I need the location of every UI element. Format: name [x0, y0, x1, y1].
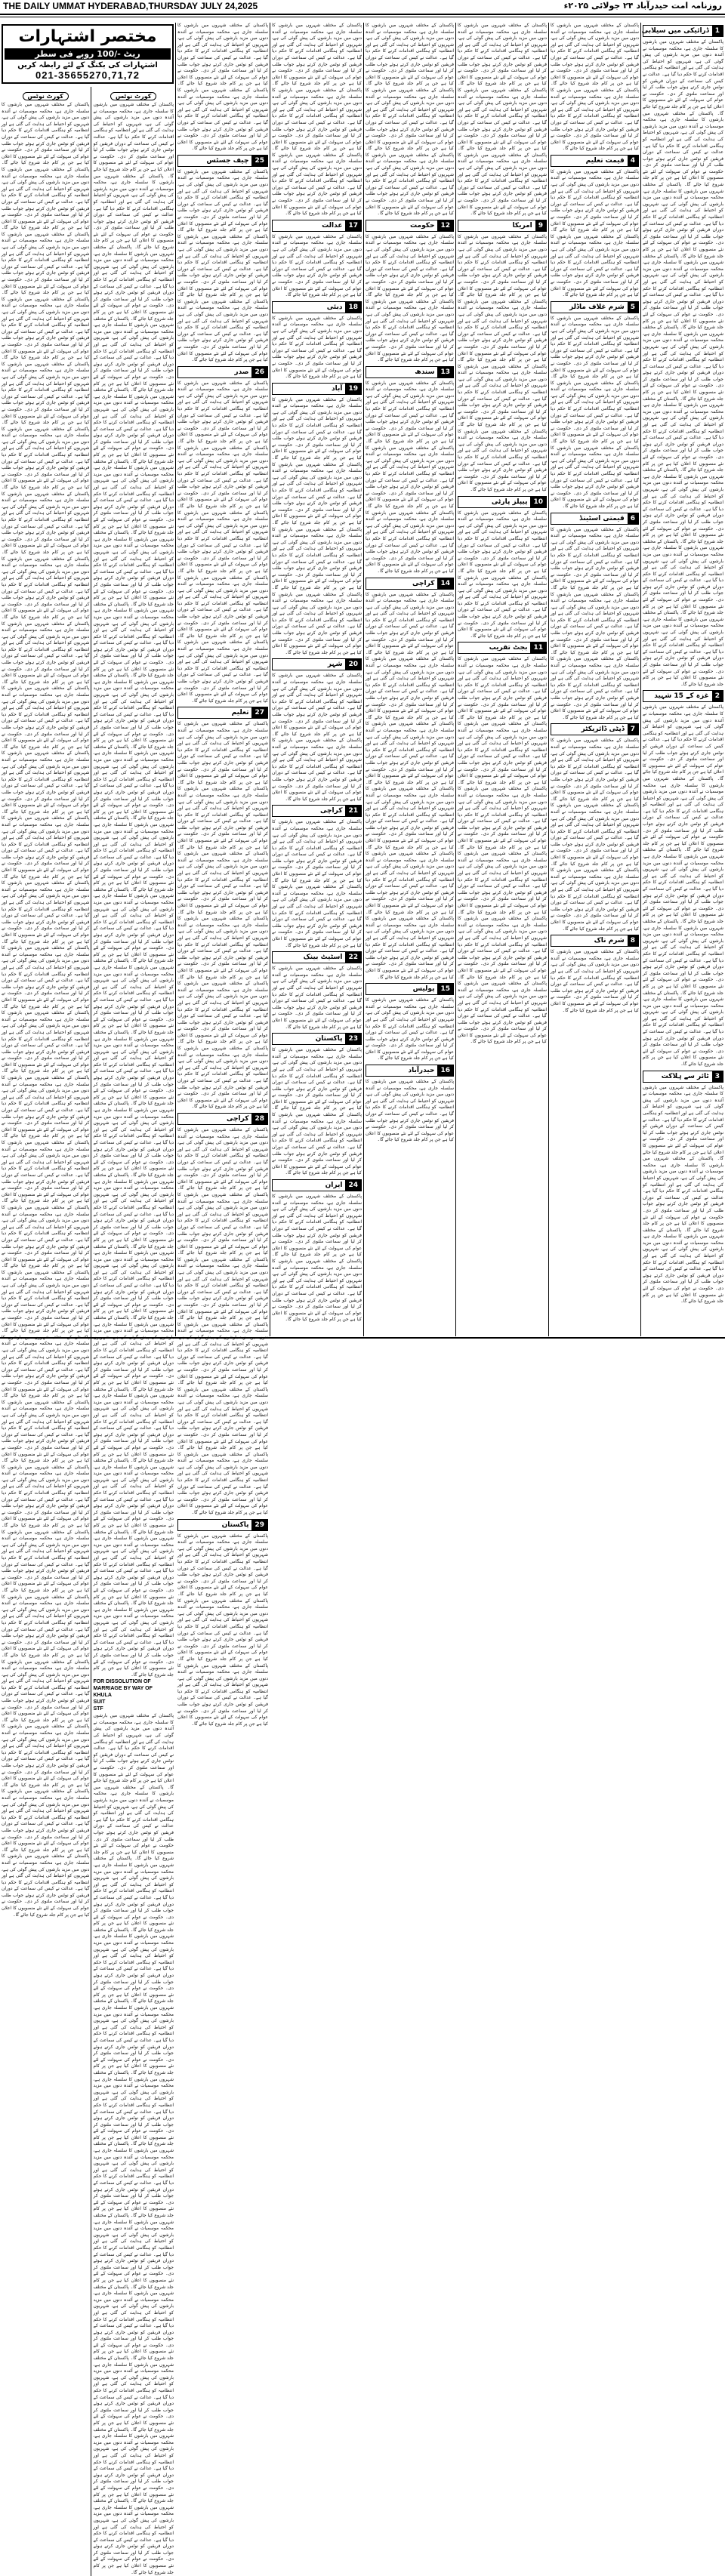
section-header-27 — [177, 707, 268, 719]
section-header-4 — [551, 155, 639, 167]
column-classifieds — [0, 23, 175, 2575]
section-header-18 — [272, 301, 362, 313]
section-header-29 — [177, 1519, 268, 1531]
ad-title: مختصر اشتہارات — [18, 27, 157, 46]
section-title: عدالت — [322, 221, 343, 230]
article-text: پاکستان کے مختلف شہروں میں بارشوں کا سلسلہ جاری ہے، محکمہ موسمیات نے آئندہ دنوں میں مزید بارشوں کی پیش گوئی کی ہے، شہریوں کو احتیاط کی ہدایت کی گئی ہے اور انتظامیہ کو ہنگامی اقدامات کرنے کا حکم دیا گیا ہے۔ عدالت نے کیس کی سماعت کے دوران فریقین کو نوٹس جاری کرتے ہوئے جواب طلب کر لیا اور سماعت ملتوی کر دی۔ حکومت نے عوام کی سہولت کے لئے نئے منصوبوں کا اعلان کیا ہے جن پر کام جلد شروع کیا جائے گا۔ پاکستان کے مختلف شہروں میں بارشوں کا سلسلہ جاری ہے، محکمہ موسمیات نے آئندہ دنوں میں مزید بارشوں کی پیش گوئی کی ہے، شہریوں کو احتیاط کی ہدایت کی گئی ہے اور انتظامیہ کو ہنگامی اقدامات کرنے کا حکم دیا گیا ہے۔ عدالت نے کیس کی سماعت کے دوران فریقین کو نوٹس جاری کرتے ہوئے جواب طلب کر لیا اور سماعت ملتوی کر دی۔ حکومت نے عوام کی سہولت کے لئے نئے منصوبوں کا اعلان کیا ہے جن پر کام جلد شروع کیا جائے گا۔ پاکستان کے مختلف شہروں میں بارشوں کا سلسلہ جاری ہے، محکمہ موسمیات نے آئندہ دنوں میں مزید بارشوں کی پیش گوئی کی ہے، شہریوں کو احتیاط کی ہدایت کی گئی ہے اور انتظامیہ کو ہنگامی اقدامات کرنے کا حکم دیا گیا ہے۔ عدالت نے کیس کی سماعت کے دوران فریقین کو نوٹس جاری کرتے ہوئے جواب طلب کر لیا اور سماعت ملتوی کر دی۔ حکومت نے عوام کی سہولت کے لئے نئے منصوبوں کا اعلان کیا ہے جن پر کام جلد شروع کیا جائے گا۔ — [177, 1533, 268, 1727]
article-text: پاکستان کے مختلف شہروں میں بارشوں کا سلسلہ جاری ہے، محکمہ موسمیات نے آئندہ دنوں میں مزید بارشوں کی پیش گوئی کی ہے، شہریوں کو احتیاط کی ہدایت کی گئی ہے اور انتظامیہ کو ہنگامی اقدامات کرنے کا حکم دیا گیا ہے۔ عدالت نے کیس کی سماعت کے دوران فریقین کو نوٹس جاری کرتے ہوئے جواب طلب کر لیا اور سماعت ملتوی کر دی۔ حکومت نے عوام کی سہولت کے لئے نئے منصوبوں کا اعلان کیا ہے جن پر کام جلد شروع کیا جائے گا۔ پاکستان کے مختلف شہروں میں بارشوں کا سلسلہ جاری ہے، محکمہ موسمیات نے آئندہ دنوں میں مزید بارشوں کی پیش گوئی کی ہے، شہریوں کو احتیاط کی ہدایت کی گئی ہے اور انتظامیہ کو ہنگامی اقدامات کرنے کا حکم دیا گیا ہے۔ عدالت نے کیس کی سماعت کے دوران فریقین کو نوٹس جاری کرتے ہوئے جواب طلب کر لیا اور سماعت ملتوی کر دی۔ حکومت نے عوام کی سہولت کے لئے نئے منصوبوں کا اعلان کیا ہے جن پر کام جلد شروع کیا جائے گا۔ پاکستان کے مختلف شہروں میں بارشوں کا سلسلہ جاری ہے، محکمہ موسمیات نے آئندہ دنوں میں مزید بارشوں کی پیش گوئی کی ہے، شہریوں کو احتیاط کی ہدایت کی گئی ہے اور انتظامیہ کو ہنگامی اقدامات کرنے کا حکم دیا گیا ہے۔ عدالت نے کیس کی سماعت کے دوران فریقین کو نوٹس جاری کرتے ہوئے جواب طلب کر لیا اور سماعت ملتوی کر دی۔ حکومت نے عوام کی سہولت کے لئے نئے منصوبوں کا اعلان کیا ہے جن پر کام جلد شروع کیا جائے گا۔ — [366, 380, 454, 574]
article-text: پاکستان کے مختلف شہروں میں بارشوں کا سلسلہ جاری ہے، محکمہ موسمیات نے آئندہ دنوں میں مزید بارشوں کی پیش گوئی کی ہے، شہریوں کو احتیاط کی ہدایت کی گئی ہے اور انتظامیہ کو ہنگامی اقدامات کرنے کا حکم دیا گیا ہے۔ عدالت نے کیس کی سماعت کے دوران فریقین کو نوٹس جاری کرتے ہوئے جواب طلب کر لیا اور سماعت ملتوی کر دی۔ حکومت نے عوام کی سہولت کے لئے نئے منصوبوں کا اعلان کیا ہے جن پر کام جلد شروع کیا جائے گا۔ پاکستان کے مختلف شہروں میں بارشوں کا سلسلہ جاری ہے، محکمہ موسمیات نے آئندہ دنوں میں مزید بارشوں کی پیش گوئی کی ہے، شہریوں کو احتیاط کی ہدایت کی گئی ہے اور انتظامیہ کو ہنگامی اقدامات کرنے کا حکم دیا گیا ہے۔ عدالت نے کیس کی سماعت کے دوران فریقین کو نوٹس جاری کرتے ہوئے جواب طلب کر لیا اور سماعت ملتوی کر دی۔ حکومت نے عوام کی سہولت کے لئے نئے منصوبوں کا اعلان کیا ہے جن پر کام جلد شروع کیا جائے گا۔ پاکستان کے مختلف شہروں میں بارشوں کا سلسلہ جاری ہے، محکمہ موسمیات نے آئندہ دنوں میں مزید بارشوں کی پیش گوئی کی ہے، شہریوں کو احتیاط کی ہدایت کی گئی ہے اور انتظامیہ کو ہنگامی اقدامات کرنے کا حکم دیا گیا ہے۔ عدالت نے کیس کی سماعت کے دوران فریقین کو نوٹس جاری کرتے ہوئے جواب طلب کر لیا اور سماعت ملتوی کر دی۔ حکومت نے عوام کی سہولت کے لئے نئے منصوبوں کا اعلان کیا ہے جن پر کام جلد شروع کیا جائے گا۔ پاکستان کے مختلف شہروں میں بارشوں کا سلسلہ جاری ہے، محکمہ موسمیات نے آئندہ دنوں میں مزید بارشوں کی پیش گوئی کی ہے، شہریوں کو احتیاط کی ہدایت کی گئی ہے اور انتظامیہ کو ہنگامی اقدامات کرنے کا حکم دیا گیا ہے۔ عدالت نے کیس کی سماعت کے دوران فریقین کو نوٹس جاری کرتے ہوئے جواب طلب کر لیا اور سماعت ملتوی کر دی۔ حکومت نے عوام کی سہولت کے لئے نئے منصوبوں کا اعلان کیا ہے جن پر کام جلد شروع کیا جائے گا۔ — [458, 233, 547, 492]
latin-notice — [93, 1678, 174, 1706]
article-text: پاکستان کے مختلف شہروں میں بارشوں کا سلسلہ جاری ہے، محکمہ موسمیات نے آئندہ دنوں میں مزید بارشوں کی پیش گوئی کی ہے، شہریوں کو احتیاط کی ہدایت کی گئی ہے اور انتظامیہ کو ہنگامی اقدامات کرنے کا حکم دیا گیا ہے۔ عدالت نے کیس کی سماعت کے دوران فریقین کو نوٹس جاری کرتے ہوئے جواب طلب کر لیا اور سماعت ملتوی کر دی۔ حکومت نے عوام کی سہولت کے لئے نئے منصوبوں کا اعلان کیا ہے جن پر کام جلد شروع کیا جائے گا۔ — [366, 1079, 454, 1143]
section-title: ایران — [325, 1182, 343, 1189]
section-title: ٹائر سے ہلاکت — [661, 1072, 709, 1080]
section-number: 4 — [628, 156, 638, 166]
court-notice-label: کورٹ نوٹس — [110, 92, 156, 100]
section-number: 5 — [628, 302, 638, 313]
section-header-13 — [366, 366, 454, 378]
notice-text: پاکستان کے مختلف شہروں میں بارشوں کا سلسلہ جاری ہے، محکمہ موسمیات نے آئندہ دنوں میں مزید بارشوں کی پیش گوئی کی ہے، شہریوں کو احتیاط کی ہدایت کی گئی ہے اور انتظامیہ کو ہنگامی اقدامات کرنے کا حکم دیا گیا ہے۔ عدالت نے کیس کی سماعت کے دوران فریقین کو نوٹس جاری کرتے ہوئے جواب طلب کر لیا اور سماعت ملتوی کر دی۔ حکومت نے عوام کی سہولت کے لئے نئے منصوبوں کا اعلان کیا ہے جن پر کام جلد شروع کیا جائے گا۔ پاکستان کے مختلف شہروں میں بارشوں کا سلسلہ جاری ہے، محکمہ موسمیات نے آئندہ دنوں میں مزید بارشوں کی پیش گوئی کی ہے، شہریوں کو احتیاط کی ہدایت کی گئی ہے اور انتظامیہ کو ہنگامی اقدامات کرنے کا حکم دیا گیا ہے۔ عدالت نے کیس کی سماعت کے دوران فریقین کو نوٹس جاری کرتے ہوئے جواب طلب کر لیا اور سماعت ملتوی کر دی۔ حکومت نے عوام کی سہولت کے لئے نئے منصوبوں کا اعلان کیا ہے جن پر کام جلد شروع کیا جائے گا۔ پاکستان کے مختلف شہروں میں بارشوں کا سلسلہ جاری ہے، محکمہ موسمیات نے آئندہ دنوں میں مزید بارشوں کی پیش گوئی کی ہے، شہریوں کو احتیاط کی ہدایت کی گئی ہے اور انتظامیہ کو ہنگامی اقدامات کرنے کا حکم دیا گیا ہے۔ عدالت نے کیس کی سماعت کے دوران فریقین کو نوٹس جاری کرتے ہوئے جواب طلب کر لیا اور سماعت ملتوی کر دی۔ حکومت نے عوام کی سہولت کے لئے نئے منصوبوں کا اعلان کیا ہے جن پر کام جلد شروع کیا جائے گا۔ پاکستان کے مختلف شہروں میں بارشوں کا سلسلہ جاری ہے، محکمہ موسمیات نے آئندہ دنوں میں مزید بارشوں کی پیش گوئی کی ہے، شہریوں کو احتیاط کی ہدایت کی گئی ہے اور انتظامیہ کو ہنگامی اقدامات کرنے کا حکم دیا گیا ہے۔ عدالت نے کیس کی سماعت کے دوران فریقین کو نوٹس جاری کرتے ہوئے جواب طلب کر لیا اور سماعت ملتوی کر دی۔ حکومت نے عوام کی سہولت کے لئے نئے منصوبوں کا اعلان کیا ہے جن پر کام جلد شروع کیا جائے گا۔ پاکستان کے مختلف شہروں میں بارشوں کا سلسلہ جاری ہے، محکمہ موسمیات نے آئندہ دنوں میں مزید بارشوں کی پیش گوئی کی ہے، شہریوں کو احتیاط کی ہدایت کی گئی ہے اور انتظامیہ کو ہنگامی اقدامات کرنے کا حکم دیا گیا ہے۔ عدالت نے کیس کی سماعت کے دوران فریقین کو نوٹس جاری کرتے ہوئے جواب طلب کر لیا اور سماعت ملتوی کر دی۔ حکومت نے عوام کی سہولت کے لئے نئے منصوبوں کا اعلان کیا ہے جن پر کام جلد شروع کیا جائے گا۔ پاکستان کے مختلف شہروں میں بارشوں کا سلسلہ جاری ہے، محکمہ موسمیات نے آئندہ دنوں میں مزید بارشوں کی پیش گوئی کی ہے، شہریوں کو احتیاط کی ہدایت کی گئی ہے اور انتظامیہ کو ہنگامی اقدامات کرنے کا حکم دیا گیا ہے۔ عدالت نے کیس کی سماعت کے دوران فریقین کو نوٹس جاری کرتے ہوئے جواب طلب کر لیا اور سماعت ملتوی کر دی۔ حکومت نے عوام کی سہولت کے لئے نئے منصوبوں کا اعلان کیا ہے جن پر کام جلد شروع کیا جائے گا۔ پاکستان کے مختلف شہروں میں بارشوں کا سلسلہ جاری ہے، محکمہ موسمیات نے آئندہ دنوں میں مزید بارشوں کی پیش گوئی کی ہے، شہریوں کو احتیاط کی ہدایت کی گئی ہے اور انتظامیہ کو ہنگامی اقدامات کرنے کا حکم دیا گیا ہے۔ عدالت نے کیس کی سماعت کے دوران فریقین کو نوٹس جاری کرتے ہوئے جواب طلب کر لیا اور سماعت ملتوی کر دی۔ حکومت نے عوام کی سہولت کے لئے نئے منصوبوں کا اعلان کیا ہے جن پر کام جلد شروع کیا جائے گا۔ پاکستان کے مختلف شہروں میں بارشوں کا سلسلہ جاری ہے، محکمہ موسمیات نے آئندہ دنوں میں مزید بارشوں کی پیش گوئی کی ہے، شہریوں کو احتیاط کی ہدایت کی گئی ہے اور انتظامیہ کو ہنگامی اقدامات کرنے کا حکم دیا گیا ہے۔ عدالت نے کیس کی سماعت کے دوران فریقین کو نوٹس جاری کرتے ہوئے جواب طلب کر لیا اور سماعت ملتوی کر دی۔ حکومت نے عوام کی سہولت کے لئے نئے منصوبوں کا اعلان کیا ہے جن پر کام جلد شروع کیا جائے گا۔ پاکستان کے مختلف شہروں میں بارشوں کا سلسلہ جاری ہے، محکمہ موسمیات نے آئندہ دنوں میں مزید بارشوں کی پیش گوئی کی ہے، شہریوں کو احتیاط کی ہدایت کی گئی ہے اور انتظامیہ کو ہنگامی اقدامات کرنے کا حکم دیا گیا ہے۔ عدالت نے کیس کی سماعت کے دوران فریقین کو نوٹس جاری کرتے ہوئے جواب طلب کر لیا اور سماعت ملتوی کر دی۔ حکومت نے عوام کی سہولت کے لئے نئے منصوبوں کا اعلان کیا ہے جن پر کام جلد شروع کیا جائے گا۔ پاکستان کے مختلف شہروں میں بارشوں کا سلسلہ جاری ہے، محکمہ موسمیات نے آئندہ دنوں میں مزید بارشوں کی پیش گوئی کی ہے، شہریوں کو احتیاط کی ہدایت کی گئی ہے اور انتظامیہ کو ہنگامی اقدامات کرنے کا حکم دیا گیا ہے۔ عدالت نے کیس کی سماعت کے دوران فریقین کو نوٹس جاری کرتے ہوئے جواب طلب کر لیا اور سماعت ملتوی کر دی۔ حکومت نے عوام کی سہولت کے لئے نئے منصوبوں کا اعلان کیا ہے جن پر کام جلد شروع کیا جائے گا۔ پاکستان کے مختلف شہروں میں بارشوں کا سلسلہ جاری ہے، محکمہ موسمیات نے آئندہ دنوں میں مزید بارشوں کی پیش گوئی کی ہے، شہریوں کو احتیاط کی ہدایت کی گئی ہے اور انتظامیہ کو ہنگامی اقدامات کرنے کا حکم دیا گیا ہے۔ عدالت نے کیس کی سماعت کے دوران فریقین کو نوٹس جاری کرتے ہوئے جواب طلب کر لیا اور سماعت ملتوی کر دی۔ حکومت نے عوام کی سہولت کے لئے نئے منصوبوں کا اعلان کیا ہے جن پر کام جلد شروع کیا جائے گا۔ پاکستان کے مختلف شہروں میں بارشوں کا سلسلہ جاری ہے، محکمہ موسمیات نے آئندہ دنوں میں مزید بارشوں کی پیش گوئی کی ہے، شہریوں کو احتیاط کی ہدایت کی گئی ہے اور انتظامیہ کو ہنگامی اقدامات کرنے کا حکم دیا گیا ہے۔ عدالت نے کیس کی سماعت کے دوران فریقین کو نوٹس جاری کرتے ہوئے جواب طلب کر لیا اور سماعت ملتوی کر دی۔ حکومت نے عوام کی سہولت کے لئے نئے منصوبوں کا اعلان کیا ہے جن پر کام جلد شروع کیا جائے گا۔ پاکستان کے مختلف شہروں میں بارشوں کا سلسلہ جاری ہے، محکمہ موسمیات نے آئندہ دنوں میں مزید بارشوں کی پیش گوئی کی ہے، شہریوں کو احتیاط کی ہدایت کی گئی ہے اور انتظامیہ کو ہنگامی اقدامات کرنے کا حکم دیا گیا ہے۔ عدالت نے کیس کی سماعت کے دوران فریقین کو نوٹس جاری کرتے ہوئے جواب طلب کر لیا اور سماعت ملتوی کر دی۔ حکومت نے عوام کی سہولت کے لئے نئے منصوبوں کا اعلان کیا ہے جن پر کام جلد شروع کیا جائے گا۔ پاکستان کے مختلف شہروں میں بارشوں کا سلسلہ جاری ہے، محکمہ موسمیات نے آئندہ دنوں میں مزید بارشوں کی پیش گوئی کی ہے، شہریوں کو احتیاط کی ہدایت کی گئی ہے اور انتظامیہ کو ہنگامی اقدامات کرنے کا حکم دیا گیا ہے۔ عدالت نے کیس کی سماعت کے دوران فریقین کو نوٹس جاری کرتے ہوئے جواب طلب کر لیا اور سماعت ملتوی کر دی۔ حکومت نے عوام کی سہولت کے لئے نئے منصوبوں کا اعلان کیا ہے جن پر کام جلد شروع کیا جائے گا۔ پاکستان کے مختلف شہروں میں بارشوں کا سلسلہ جاری ہے، محکمہ موسمیات نے آئندہ دنوں میں مزید بارشوں کی پیش گوئی کی ہے، شہریوں کو احتیاط کی ہدایت کی گئی ہے اور انتظامیہ کو ہنگامی اقدامات کرنے کا حکم دیا گیا ہے۔ عدالت نے کیس کی سماعت کے دوران فریقین کو نوٹس جاری کرتے ہوئے جواب طلب کر لیا اور سماعت ملتوی کر دی۔ حکومت نے عوام کی سہولت کے لئے نئے منصوبوں کا اعلان کیا ہے جن پر کام جلد شروع کیا جائے گا۔ پاکستان کے مختلف شہروں میں بارشوں کا سلسلہ جاری ہے، محکمہ موسمیات نے آئندہ دنوں میں مزید بارشوں کی پیش گوئی کی ہے، شہریوں کو احتیاط کی ہدایت کی گئی ہے اور انتظامیہ کو ہنگامی اقدامات کرنے کا حکم دیا گیا ہے۔ عدالت نے کیس کی سماعت کے دوران فریقین کو نوٹس جاری کرتے ہوئے جواب طلب کر لیا اور سماعت ملتوی کر دی۔ حکومت نے عوام کی سہولت کے لئے نئے منصوبوں کا اعلان کیا ہے جن پر کام جلد شروع کیا جائے گا۔ پاکستان کے مختلف شہروں میں بارشوں کا سلسلہ جاری ہے، محکمہ موسمیات نے آئندہ دنوں میں مزید بارشوں کی پیش گوئی کی ہے، شہریوں کو احتیاط کی ہدایت کی گئی ہے اور انتظامیہ کو ہنگامی اقدامات کرنے کا حکم دیا گیا ہے۔ عدالت نے کیس کی سماعت کے دوران فریقین کو نوٹس جاری کرتے ہوئے جواب طلب کر لیا اور سماعت ملتوی کر دی۔ حکومت نے عوام کی سہولت کے لئے نئے منصوبوں کا اعلان کیا ہے جن پر کام جلد شروع کیا جائے گا۔ پاکستان کے مختلف شہروں میں بارشوں کا سلسلہ جاری ہے، محکمہ موسمیات نے آئندہ دنوں میں مزید کو احتیاط کی ہدایت کی گئی ہے اور انتظامیہ کو ہنگامی اقدامات کرنے کا حکم دیا گیا ہے۔ عدالت نے کیس کی سماعت کے دوران فریقین کو نوٹس جاری کرتے ہوئے جواب طلب کر لیا اور سماعت ملتوی کر دی۔ حکومت نے عوام کی سہولت کے لئے نئے منصوبوں کا اعلان کیا ہے جن پر کام جلد شروع کیا جائے گا۔ پاکستان کے مختلف شہروں میں بارشوں کا سلسلہ جاری ہے، محکمہ موسمیات نے آئندہ دنوں میں مزید بارشوں کی پیش گوئی کی ہے، شہریوں کو احتیاط کی ہدایت کی گئی ہے اور انتظامیہ کو ہنگامی اقدامات کرنے کا حکم دیا گیا ہے۔ عدالت نے کیس کی سماعت کے دوران فریقین کو نوٹس جاری کرتے ہوئے جواب طلب کر لیا اور سماعت ملتوی کر دی۔ حکومت نے عوام کی سہولت کے لئے نئے منصوبوں کا اعلان کیا ہے جن پر کام جلد شروع کیا جائے گا۔ پاکستان کے مختلف شہروں میں بارشوں کا سلسلہ جاری ہے، محکمہ موسمیات نے آئندہ دنوں میں مزید بارشوں کی پیش گوئی کی ہے، شہریوں کو احتیاط کی ہدایت کی گئی ہے اور انتظامیہ کو ہنگامی اقدامات کرنے کا حکم دیا گیا ہے۔ عدالت نے کیس کی سماعت کے دوران فریقین کو نوٹس جاری کرتے ہوئے جواب طلب کر لیا اور سماعت ملتوی کر دی۔ حکومت نے عوام کی سہولت کے لئے نئے منصوبوں کا اعلان کیا ہے جن پر کام جلد شروع کیا جائے گا۔ پاکستان کے مختلف شہروں میں بارشوں کا سلسلہ جاری ہے، محکمہ موسمیات نے آئندہ دنوں میں مزید بارشوں کی پیش گوئی کی ہے، شہریوں کو احتیاط کی ہدایت کی گئی ہے اور انتظامیہ کو ہنگامی اقدامات کرنے کا حکم دیا گیا ہے۔ عدالت نے کیس کی سماعت کے دوران فریقین کو نوٹس جاری کرتے ہوئے جواب طلب کر لیا اور سماعت ملتوی کر دی۔ حکومت نے عوام کی سہولت کے لئے نئے منصوبوں کا اعلان کیا ہے جن پر کام جلد شروع کیا جائے گا۔ پاکستان کے مختلف شہروں میں بارشوں کا سلسلہ جاری ہے، محکمہ موسمیات نے آئندہ دنوں میں مزید بارشوں کی پیش گوئی کی ہے، شہریوں کو احتیاط کی ہدایت کی گئی ہے اور انتظامیہ کو ہنگامی اقدامات کرنے کا حکم دیا گیا ہے۔ عدالت نے کیس کی سماعت کے دوران فریقین کو نوٹس جاری کرتے ہوئے جواب طلب کر لیا اور سماعت ملتوی کر دی۔ حکومت نے عوام کی سہولت کے لئے نئے منصوبوں کا اعلان کیا ہے جن پر کام جلد شروع کیا جائے گا۔ — [93, 102, 174, 1678]
ad-contact: اشتہارات کی بکنگ کے لئے رابطہ کریں — [17, 61, 158, 69]
section-header-5 — [551, 301, 639, 313]
section-title: کراچی — [412, 579, 435, 587]
section-number: 3 — [712, 1071, 723, 1082]
article-text: پاکستان کے مختلف شہروں میں بارشوں کا سلسلہ جاری ہے، محکمہ موسمیات نے آئندہ دنوں میں مزید بارشوں کی پیش گوئی کی ہے، شہریوں کو احتیاط کی ہدایت کی گئی ہے اور انتظامیہ کو ہنگامی اقدامات کرنے کا حکم دیا گیا ہے۔ عدالت نے کیس کی سماعت کے دوران فریقین کو نوٹس جاری کرتے ہوئے جواب طلب کر لیا اور سماعت ملتوی کر دی۔ حکومت نے عوام کی سہولت کے لئے نئے منصوبوں کا اعلان کیا ہے جن پر کام جلد شروع کیا جائے گا۔ پاکستان کے مختلف شہروں میں بارشوں کا سلسلہ جاری ہے، محکمہ موسمیات نے آئندہ دنوں میں مزید بارشوں کی پیش گوئی کی ہے، شہریوں کو احتیاط کی ہدایت کی گئی ہے اور انتظامیہ کو ہنگامی اقدامات کرنے کا حکم دیا گیا ہے۔ عدالت نے کیس کی سماعت کے دوران فریقین کو نوٹس جاری کرتے ہوئے جواب طلب کر لیا اور سماعت ملتوی کر دی۔ حکومت نے عوام کی سہولت کے لئے نئے منصوبوں کا اعلان کیا ہے جن پر کام جلد شروع کیا جائے گا۔ پاکستان کے مختلف شہروں میں بارشوں کا سلسلہ جاری ہے، محکمہ موسمیات نے آئندہ دنوں میں مزید بارشوں کی پیش گوئی کی ہے، شہریوں کو احتیاط کی ہدایت کی گئی ہے اور انتظامیہ کو ہنگامی اقدامات کرنے کا حکم دیا گیا ہے۔ عدالت نے کیس کی سماعت کے دوران فریقین کو نوٹس جاری کرتے ہوئے جواب طلب کر لیا اور سماعت ملتوی کر دی۔ حکومت نے عوام کی سہولت کے لئے نئے منصوبوں کا اعلان کیا ہے جن پر کام جلد شروع کیا جائے گا۔ پاکستان کے مختلف شہروں میں بارشوں کا سلسلہ جاری ہے، محکمہ موسمیات نے آئندہ دنوں میں مزید بارشوں کی پیش گوئی کی ہے، شہریوں کو احتیاط کی ہدایت کی گئی ہے اور انتظامیہ کو ہنگامی اقدامات کرنے کا حکم دیا گیا ہے۔ عدالت نے کیس کی سماعت کے دوران فریقین کو نوٹس جاری کرتے ہوئے جواب طلب کر لیا اور سماعت ملتوی کر دی۔ حکومت نے عوام کی سہولت کے لئے نئے منصوبوں کا اعلان کیا ہے جن پر کام جلد شروع کیا جائے گا۔ پاکستان کے مختلف شہروں میں بارشوں کا سلسلہ جاری ہے، محکمہ موسمیات نے آئندہ دنوں میں مزید بارشوں کی پیش گوئی کی ہے، شہریوں کو احتیاط کی ہدایت کی گئی ہے اور انتظامیہ کو ہنگامی اقدامات کرنے کا حکم دیا گیا ہے۔ عدالت نے کیس کی سماعت کے دوران فریقین کو نوٹس جاری کرتے ہوئے جواب طلب کر لیا اور سماعت ملتوی کر دی۔ حکومت نے عوام کی سہولت کے لئے نئے منصوبوں کا اعلان کیا ہے جن پر کام جلد شروع کیا جائے گا۔ پاکستان کے مختلف شہروں میں بارشوں کا سلسلہ جاری ہے، محکمہ موسمیات نے آئندہ دنوں میں مزید بارشوں کی پیش گوئی کی ہے، شہریوں کو احتیاط کی ہدایت کی گئی ہے اور انتظامیہ کو ہنگامی اقدامات کرنے کا حکم دیا گیا ہے۔ عدالت نے کیس کی سماعت کے دوران فریقین کو نوٹس جاری کرتے ہوئے جواب طلب کر لیا اور سماعت ملتوی کر دی۔ حکومت نے عوام کی سہولت کے لئے نئے منصوبوں کا اعلان کیا ہے جن پر کام جلد شروع کیا جائے گا۔ — [366, 591, 454, 980]
column-2 — [176, 23, 270, 1727]
article-text: پاکستان کے مختلف شہروں میں بارشوں کا سلسلہ جاری ہے، محکمہ موسمیات نے آئندہ دنوں میں مزید بارشوں کی پیش گوئی کی ہے، شہریوں کو احتیاط کی ہدایت کی گئی ہے اور انتظامیہ کو ہنگامی اقدامات کرنے کا حکم دیا گیا ہے۔ عدالت نے کیس کی سماعت کے دوران فریقین کو نوٹس جاری کرتے ہوئے جواب طلب کر لیا اور سماعت ملتوی کر دی۔ حکومت نے عوام کی سہولت کے لئے نئے منصوبوں کا اعلان کیا ہے جن پر کام جلد شروع کیا جائے گا۔ پاکستان کے مختلف شہروں میں بارشوں کا سلسلہ جاری ہے، محکمہ موسمیات نے آئندہ دنوں میں مزید بارشوں کی پیش گوئی کی ہے، شہریوں کو احتیاط کی ہدایت کی گئی ہے اور انتظامیہ کو ہنگامی اقدامات کرنے کا حکم دیا گیا ہے۔ عدالت نے کیس کی سماعت کے دوران فریقین کو نوٹس جاری کرتے ہوئے جواب طلب کر لیا اور سماعت ملتوی کر دی۔ حکومت نے عوام کی سہولت کے لئے نئے منصوبوں کا اعلان کیا ہے جن پر کام جلد شروع کیا جائے گا۔ پاکستان کے مختلف شہروں میں بارشوں کا سلسلہ جاری ہے، محکمہ موسمیات نے آئندہ دنوں میں مزید بارشوں کی پیش گوئی کی ہے، شہریوں کو احتیاط کی ہدایت کی گئی ہے اور انتظامیہ کو ہنگامی اقدامات کرنے کا حکم دیا گیا ہے۔ عدالت نے کیس کی سماعت کے دوران فریقین کو نوٹس جاری کرتے ہوئے جواب طلب کر لیا اور سماعت ملتوی کر دی۔ حکومت نے عوام کی سہولت کے لئے نئے منصوبوں کا اعلان کیا ہے جن پر کام جلد شروع کیا جائے گا۔ پاکستان کے مختلف شہروں میں بارشوں کا سلسلہ جاری ہے، محکمہ موسمیات نے آئندہ دنوں میں مزید بارشوں کی پیش گوئی کی ہے، شہریوں کو احتیاط کی ہدایت کی گئی ہے اور انتظامیہ کو ہنگامی اقدامات کرنے کا حکم دیا گیا ہے۔ عدالت نے کیس کی سماعت کے دوران فریقین کو نوٹس جاری کرتے ہوئے جواب طلب کر لیا اور سماعت ملتوی کر دی۔ حکومت نے عوام کی سہولت کے لئے نئے منصوبوں کا اعلان کیا ہے جن پر کام جلد شروع کیا جائے گا۔ پاکستان کے مختلف شہروں میں بارشوں کا سلسلہ جاری ہے، محکمہ موسمیات نے آئندہ دنوں میں مزید بارشوں کی پیش گوئی کی ہے، شہریوں کو احتیاط کی ہدایت کی گئی ہے اور انتظامیہ کو ہنگامی اقدامات کرنے کا حکم دیا گیا ہے۔ عدالت نے کیس کی سماعت کے دوران فریقین کو نوٹس جاری کرتے ہوئے جواب طلب کر لیا اور سماعت ملتوی کر دی۔ حکومت نے عوام کی سہولت کے لئے نئے منصوبوں کا اعلان کیا ہے جن پر کام جلد شروع کیا جائے گا۔ پاکستان کے مختلف شہروں میں بارشوں کا سلسلہ جاری ہے، محکمہ موسمیات نے آئندہ دنوں میں مزید بارشوں کی پیش گوئی کی ہے، شہریوں کو احتیاط کی ہدایت کی گئی ہے اور انتظامیہ کو ہنگامی اقدامات کرنے کا حکم دیا گیا ہے۔ عدالت نے کیس کی سماعت کے دوران فریقین کو نوٹس جاری کرتے ہوئے جواب طلب کر لیا اور سماعت ملتوی کر دی۔ حکومت نے عوام کی سہولت کے لئے نئے منصوبوں کا اعلان کیا ہے جن پر کام جلد شروع کیا جائے گا۔ — [177, 721, 268, 1110]
ad-rate: ریٹ -/100 روپے فی سطر — [5, 48, 171, 60]
article-text: پاکستان کے مختلف شہروں میں بارشوں کا سلسلہ جاری ہے، محکمہ موسمیات نے آئندہ دنوں میں مزید بارشوں کی پیش گوئی کی ہے، شہریوں کو احتیاط کی ہدایت کی گئی ہے اور انتظامیہ کو ہنگامی اقدامات کرنے کا حکم دیا گیا ہے۔ عدالت نے کیس کی سماعت کے دوران فریقین کو نوٹس جاری کرتے ہوئے جواب طلب کر لیا اور سماعت ملتوی کر دی۔ حکومت نے عوام کی سہولت کے لئے نئے منصوبوں کا اعلان کیا ہے جن پر کام جلد شروع کیا جائے گا۔ پاکستان کے مختلف شہروں میں بارشوں کا سلسلہ جاری ہے، محکمہ موسمیات نے آئندہ دنوں میں مزید بارشوں کی پیش گوئی کی ہے، شہریوں کو احتیاط کی ہدایت کی گئی ہے اور انتظامیہ کو ہنگامی اقدامات کرنے کا حکم دیا گیا ہے۔ عدالت نے کیس کی سماعت کے دوران فریقین کو نوٹس جاری کرتے ہوئے جواب طلب کر لیا اور سماعت ملتوی کر دی۔ حکومت نے عوام کی سہولت کے لئے نئے منصوبوں کا اعلان کیا ہے جن پر کام جلد شروع کیا جائے گا۔ پاکستان کے مختلف شہروں میں بارشوں کا سلسلہ جاری ہے، محکمہ موسمیات نے آئندہ دنوں میں مزید بارشوں کی پیش گوئی کی ہے، شہریوں کو احتیاط کی ہدایت کی گئی ہے اور انتظامیہ کو ہنگامی اقدامات کرنے کا حکم دیا گیا ہے۔ عدالت نے کیس کی سماعت کے دوران فریقین کو نوٹس جاری کرتے ہوئے جواب طلب کر لیا اور سماعت ملتوی کر دی۔ حکومت نے عوام کی سہولت کے لئے نئے منصوبوں کا اعلان کیا ہے جن پر کام جلد شروع کیا جائے گا۔ پاکستان کے مختلف شہروں میں بارشوں کا سلسلہ جاری ہے، محکمہ موسمیات نے آئندہ دنوں میں مزید بارشوں کی پیش گوئی کی ہے، شہریوں کو احتیاط کی ہدایت کی گئی ہے اور انتظامیہ کو ہنگامی اقدامات کرنے کا حکم دیا گیا ہے۔ عدالت نے کیس کی سماعت کے دوران فریقین کو نوٹس جاری کرتے ہوئے جواب طلب کر لیا اور سماعت ملتوی کر دی۔ حکومت نے عوام کی سہولت کے لئے نئے منصوبوں کا اعلان کیا ہے جن پر کام جلد شروع کیا جائے گا۔ پاکستان کے مختلف شہروں میں بارشوں کا سلسلہ جاری ہے، محکمہ موسمیات نے آئندہ دنوں میں مزید بارشوں کی پیش گوئی کی ہے، شہریوں کو احتیاط کی ہدایت کی گئی ہے اور انتظامیہ کو ہنگامی اقدامات کرنے کا حکم دیا گیا ہے۔ عدالت نے کیس کی سماعت کے دوران فریقین کو نوٹس جاری کرتے ہوئے جواب طلب کر لیا اور سماعت ملتوی کر دی۔ حکومت نے عوام کی سہولت کے لئے نئے منصوبوں کا اعلان کیا ہے جن پر کام جلد شروع کیا جائے گا۔ — [643, 704, 723, 1068]
section-number: 27 — [251, 707, 267, 718]
section-header-6 — [551, 513, 639, 525]
section-number: 10 — [530, 497, 546, 507]
article-text: پاکستان کے مختلف شہروں میں بارشوں کا سلسلہ جاری ہے، محکمہ موسمیات نے آئندہ دنوں میں مزید بارشوں کی پیش گوئی کی ہے، شہریوں کو احتیاط کی ہدایت کی گئی ہے اور انتظامیہ کو ہنگامی اقدامات کرنے کا حکم دیا گیا ہے۔ عدالت نے کیس کی سماعت کے دوران فریقین کو نوٹس جاری کرتے ہوئے جواب طلب کر لیا اور سماعت ملتوی کر دی۔ حکومت نے عوام کی سہولت کے لئے نئے منصوبوں کا اعلان کیا ہے جن پر کام جلد شروع کیا جائے گا۔ پاکستان کے مختلف شہروں میں بارشوں کا سلسلہ جاری ہے، محکمہ موسمیات نے آئندہ دنوں میں مزید بارشوں کی پیش گوئی کی ہے، شہریوں کو احتیاط کی ہدایت کی گئی ہے اور انتظامیہ کو ہنگامی اقدامات کرنے کا حکم دیا گیا ہے۔ عدالت نے کیس کی سماعت کے دوران فریقین کو نوٹس جاری کرتے ہوئے جواب طلب کر لیا اور سماعت ملتوی کر دی۔ حکومت نے عوام کی سہولت کے لئے نئے منصوبوں کا اعلان کیا ہے جن پر کام جلد شروع کیا جائے گا۔ — [272, 819, 362, 948]
article-text: پاکستان کے مختلف شہروں میں بارشوں کا سلسلہ جاری ہے، محکمہ موسمیات نے آئندہ دنوں میں مزید بارشوں کی پیش گوئی کی ہے، شہریوں کو احتیاط کی ہدایت کی گئی ہے اور انتظامیہ کو ہنگامی اقدامات کرنے کا حکم دیا گیا ہے۔ عدالت نے کیس کی سماعت کے دوران فریقین کو نوٹس جاری کرتے ہوئے جواب طلب کر لیا اور سماعت ملتوی کر دی۔ حکومت نے عوام کی سہولت کے لئے نئے منصوبوں کا اعلان کیا ہے جن پر کام جلد شروع کیا جائے گا۔ پاکستان کے مختلف شہروں میں بارشوں کا سلسلہ جاری ہے، محکمہ موسمیات نے آئندہ دنوں میں مزید بارشوں کی پیش گوئی کی ہے، شہریوں کو احتیاط کی ہدایت کی گئی ہے اور انتظامیہ کو ہنگامی اقدامات کرنے کا حکم دیا گیا ہے۔ عدالت نے کیس کی سماعت کے دوران فریقین کو نوٹس جاری کرتے ہوئے جواب طلب کر لیا اور سماعت ملتوی کر دی۔ حکومت نے عوام کی سہولت کے لئے نئے منصوبوں کا اعلان کیا ہے جن پر کام جلد شروع کیا جائے گا۔ پاکستان کے مختلف شہروں میں بارشوں کا سلسلہ جاری ہے، محکمہ موسمیات نے آئندہ دنوں میں مزید بارشوں کی پیش گوئی کی ہے، شہریوں کو احتیاط کی ہدایت کی گئی ہے اور انتظامیہ کو ہنگامی اقدامات کرنے کا حکم دیا گیا ہے۔ عدالت نے کیس کی سماعت کے دوران فریقین کو نوٹس جاری کرتے ہوئے جواب طلب کر لیا اور سماعت ملتوی کر دی۔ حکومت نے عوام کی سہولت کے لئے نئے منصوبوں کا اعلان کیا ہے جن پر کام جلد شروع کیا جائے گا۔ — [551, 738, 639, 932]
section-header-14 — [366, 578, 454, 590]
article-text: پاکستان کے مختلف شہروں میں بارشوں کا سلسلہ جاری ہے، محکمہ موسمیات نے آئندہ دنوں میں مزید بارشوں کی پیش گوئی کی ہے، شہریوں کو احتیاط کی ہدایت کی گئی ہے اور انتظامیہ کو ہنگامی اقدامات کرنے کا حکم دیا گیا ہے۔ عدالت نے کیس کی سماعت کے دوران فریقین کو نوٹس جاری کرتے ہوئے جواب طلب کر لیا اور سماعت ملتوی کر دی۔ حکومت نے عوام کی سہولت کے لئے نئے منصوبوں کا اعلان کیا ہے جن پر کام جلد شروع کیا جائے گا۔ پاکستان کے مختلف شہروں میں بارشوں کا سلسلہ جاری ہے، محکمہ موسمیات نے آئندہ دنوں میں مزید بارشوں کی پیش گوئی کی ہے، شہریوں کو احتیاط کی ہدایت کی گئی ہے اور انتظامیہ کو ہنگامی اقدامات کرنے کا حکم دیا گیا ہے۔ عدالت نے کیس کی سماعت کے دوران فریقین کو نوٹس جاری کرتے ہوئے جواب طلب کر لیا اور سماعت ملتوی کر دی۔ حکومت نے عوام کی سہولت کے لئے نئے منصوبوں کا اعلان کیا ہے جن پر کام جلد شروع کیا جائے گا۔ پاکستان کے مختلف شہروں میں بارشوں کا سلسلہ جاری ہے، محکمہ موسمیات نے آئندہ دنوں میں مزید بارشوں کی پیش گوئی کی ہے، شہریوں کو احتیاط کی ہدایت کی گئی ہے اور انتظامیہ کو ہنگامی اقدامات کرنے کا حکم دیا گیا ہے۔ عدالت نے کیس کی سماعت کے دوران فریقین کو نوٹس جاری کرتے ہوئے جواب طلب کر لیا اور سماعت ملتوی کر دی۔ حکومت نے عوام کی سہولت کے لئے نئے منصوبوں کا اعلان کیا ہے جن پر کام جلد شروع کیا جائے گا۔ — [366, 23, 454, 217]
section-header-23 — [272, 1033, 362, 1045]
section-title: آباد — [332, 384, 343, 393]
article-text: پاکستان کے مختلف شہروں میں بارشوں کا سلسلہ جاری ہے، محکمہ موسمیات نے آئندہ دنوں میں مزید بارشوں کی پیش گوئی کی ہے، شہریوں کو احتیاط کی ہدایت کی گئی ہے اور انتظامیہ کو ہنگامی اقدامات کرنے کا حکم دیا گیا ہے۔ عدالت نے کیس کی سماعت کے دوران فریقین کو نوٹس جاری کرتے ہوئے جواب طلب کر لیا اور سماعت ملتوی کر دی۔ حکومت نے عوام کی سہولت کے لئے نئے منصوبوں کا اعلان کیا ہے جن پر کام جلد شروع کیا جائے گا۔ — [272, 233, 362, 298]
ad-phone: 021-35655270,71,72 — [35, 69, 140, 81]
section-number: 28 — [251, 1114, 267, 1124]
section-number: 20 — [345, 659, 361, 670]
section-number: 12 — [437, 220, 453, 231]
section-number: 2 — [712, 691, 723, 701]
court-notice-label: کورٹ نوٹس — [23, 92, 69, 100]
section-header-22 — [272, 951, 362, 963]
article-text: پاکستان کے مختلف شہروں میں بارشوں کا سلسلہ جاری ہے، محکمہ موسمیات نے آئندہ دنوں میں مزید بارشوں کی پیش گوئی کی ہے، شہریوں کو احتیاط کی ہدایت کی گئی ہے اور انتظامیہ کو ہنگامی اقدامات کرنے کا حکم دیا گیا ہے۔ عدالت نے کیس کی سماعت کے دوران فریقین کو نوٹس جاری کرتے ہوئے جواب طلب کر لیا اور سماعت ملتوی کر دی۔ حکومت نے عوام کی سہولت کے لئے نئے منصوبوں کا اعلان کیا ہے جن پر کام جلد شروع کیا جائے گا۔ — [366, 997, 454, 1062]
article-text: پاکستان کے مختلف شہروں میں بارشوں کا سلسلہ جاری ہے، محکمہ موسمیات نے آئندہ دنوں میں مزید بارشوں کی پیش گوئی کی ہے، شہریوں کو احتیاط کی ہدایت کی گئی ہے اور انتظامیہ کو ہنگامی اقدامات کرنے کا حکم دیا گیا ہے۔ عدالت نے کیس کی سماعت کے دوران فریقین کو نوٹس جاری کرتے ہوئے جواب طلب کر لیا اور سماعت ملتوی کر دی۔ حکومت نے عوام کی سہولت کے لئے نئے منصوبوں کا اعلان کیا ہے جن پر کام جلد شروع کیا جائے گا۔ پاکستان کے مختلف شہروں میں بارشوں کا سلسلہ جاری ہے، محکمہ موسمیات نے آئندہ دنوں میں مزید بارشوں کی پیش گوئی کی ہے، شہریوں کو احتیاط کی ہدایت کی گئی ہے اور انتظامیہ کو ہنگامی اقدامات کرنے کا حکم دیا گیا ہے۔ عدالت نے کیس کی سماعت کے دوران فریقین کو نوٹس جاری کرتے ہوئے جواب طلب کر لیا اور سماعت ملتوی کر دی۔ حکومت نے عوام کی سہولت کے لئے نئے منصوبوں کا اعلان کیا ہے جن پر کام جلد شروع کیا جائے گا۔ — [272, 1194, 362, 1323]
section-header-17 — [272, 220, 362, 232]
masthead-urdu: روزنامہ امت حیدرآباد ۲۴ جولائی ۲۰۲۵ء — [563, 1, 722, 11]
article-text: پاکستان کے مختلف شہروں میں بارشوں کا سلسلہ جاری ہے، محکمہ موسمیات نے آئندہ دنوں میں مزید بارشوں کی پیش گوئی کی ہے، شہریوں کو احتیاط کی ہدایت کی گئی ہے اور انتظامیہ کو ہنگامی اقدامات کرنے کا حکم دیا گیا ہے۔ عدالت نے کیس کی سماعت کے دوران فریقین کو نوٹس جاری کرتے ہوئے جواب طلب کر لیا اور سماعت ملتوی کر دی۔ حکومت نے عوام کی سہولت کے لئے نئے منصوبوں کا اعلان کیا ہے جن پر کام جلد شروع کیا جائے گا۔ پاکستان کے مختلف شہروں میں بارشوں کا سلسلہ جاری ہے، محکمہ موسمیات نے آئندہ دنوں میں مزید بارشوں کی پیش گوئی کی ہے، شہریوں کو احتیاط کی ہدایت کی گئی ہے اور انتظامیہ کو ہنگامی اقدامات کرنے کا حکم دیا گیا ہے۔ عدالت نے کیس کی سماعت کے دوران فریقین کو نوٹس جاری کرتے ہوئے جواب طلب کر لیا اور سماعت ملتوی کر دی۔ حکومت نے عوام کی سہولت کے لئے نئے منصوبوں کا اعلان کیا ہے جن پر کام جلد شروع کیا جائے گا۔ — [551, 168, 639, 298]
section-title: ڈپٹی ڈائریکٹر — [581, 726, 625, 734]
article-text: پاکستان کے مختلف شہروں میں بارشوں کا سلسلہ جاری ہے، محکمہ موسمیات نے آئندہ دنوں میں مزید بارشوں کی پیش گوئی کی ہے، شہریوں کو احتیاط کی ہدایت کی گئی ہے اور انتظامیہ کو ہنگامی اقدامات کرنے کا حکم دیا گیا ہے۔ عدالت نے کیس کی سماعت کے دوران فریقین کو نوٹس جاری کرتے ہوئے جواب طلب کر لیا اور سماعت ملتوی کر دی۔ حکومت نے عوام کی سہولت کے لئے نئے منصوبوں کا اعلان کیا ہے جن پر کام جلد شروع کیا جائے گا۔ پاکستان کے مختلف شہروں میں بارشوں کا سلسلہ جاری ہے، محکمہ موسمیات نے آئندہ دنوں میں مزید بارشوں کی پیش گوئی کی ہے، شہریوں کو احتیاط کی ہدایت کی گئی ہے اور انتظامیہ کو ہنگامی اقدامات کرنے کا حکم دیا گیا ہے۔ عدالت نے کیس کی سماعت کے دوران فریقین کو نوٹس جاری کرتے ہوئے جواب طلب کر لیا اور سماعت ملتوی کر دی۔ حکومت نے عوام کی سہولت کے لئے نئے منصوبوں کا اعلان کیا ہے جن پر کام جلد شروع کیا جائے گا۔ — [272, 673, 362, 802]
article-text: پاکستان کے مختلف شہروں میں بارشوں کا سلسلہ جاری ہے، محکمہ موسمیات نے آئندہ دنوں میں مزید بارشوں کی پیش گوئی کی ہے، شہریوں کو احتیاط کی ہدایت کی گئی ہے اور انتظامیہ کو ہنگامی اقدامات کرنے کا حکم دیا گیا ہے۔ عدالت نے کیس کی سماعت کے دوران فریقین کو نوٹس جاری کرتے ہوئے جواب طلب کر لیا اور سماعت ملتوی کر دی۔ حکومت نے عوام کی سہولت کے لئے نئے منصوبوں کا اعلان کیا ہے جن پر کام جلد شروع کیا جائے گا۔ پاکستان کے مختلف شہروں میں بارشوں کا سلسلہ جاری ہے، محکمہ موسمیات نے آئندہ دنوں میں مزید بارشوں کی پیش گوئی کی ہے، شہریوں کو احتیاط کی ہدایت کی گئی ہے اور انتظامیہ کو ہنگامی اقدامات کرنے کا حکم دیا گیا ہے۔ عدالت نے کیس کی سماعت کے دوران فریقین کو نوٹس جاری کرتے ہوئے جواب طلب کر لیا اور سماعت ملتوی کر دی۔ حکومت نے عوام کی سہولت کے لئے نئے منصوبوں کا اعلان کیا ہے جن پر کام جلد شروع کیا جائے گا۔ پاکستان کے مختلف شہروں میں بارشوں کا سلسلہ جاری ہے، محکمہ موسمیات نے آئندہ دنوں میں مزید بارشوں کی پیش گوئی کی ہے، شہریوں کو احتیاط کی ہدایت کی گئی ہے اور انتظامیہ کو ہنگامی اقدامات کرنے کا حکم دیا گیا ہے۔ عدالت نے کیس کی سماعت کے دوران فریقین کو نوٹس جاری کرتے ہوئے جواب طلب کر لیا اور سماعت ملتوی کر دی۔ حکومت نے عوام کی سہولت کے لئے نئے منصوبوں کا اعلان کیا ہے جن پر کام جلد شروع کیا جائے گا۔ پاکستان کے مختلف شہروں میں بارشوں کا سلسلہ جاری ہے، محکمہ موسمیات نے آئندہ دنوں میں مزید بارشوں کی پیش گوئی کی ہے، شہریوں کو احتیاط کی ہدایت کی گئی ہے اور انتظامیہ کو ہنگامی اقدامات کرنے کا حکم دیا گیا ہے۔ عدالت نے کیس کی سماعت کے دوران فریقین کو نوٹس جاری کرتے ہوئے جواب طلب کر لیا اور سماعت ملتوی کر دی۔ حکومت نے عوام کی سہولت کے لئے نئے منصوبوں کا اعلان کیا ہے جن پر کام جلد شروع کیا جائے گا۔ پاکستان کے مختلف شہروں میں بارشوں کا سلسلہ جاری ہے، محکمہ موسمیات نے آئندہ دنوں میں مزید بارشوں کی پیش گوئی کی ہے، شہریوں کو احتیاط کی ہدایت کی گئی ہے اور انتظامیہ کو ہنگامی اقدامات کرنے کا حکم دیا گیا ہے۔ عدالت نے کیس کی سماعت کے دوران فریقین کو نوٹس جاری کرتے ہوئے جواب طلب کر لیا اور سماعت ملتوی کر دی۔ حکومت نے عوام کی سہولت کے لئے نئے منصوبوں کا اعلان کیا ہے جن پر کام جلد شروع کیا جائے گا۔ پاکستان کے مختلف شہروں میں بارشوں کا سلسلہ جاری ہے، محکمہ موسمیات نے آئندہ دنوں میں مزید بارشوں کی پیش گوئی کی ہے، شہریوں کو احتیاط کی ہدایت کی گئی ہے اور انتظامیہ کو ہنگامی اقدامات کرنے کا حکم دیا گیا ہے۔ عدالت نے کیس کی سماعت کے دوران فریقین کو نوٹس جاری کرتے ہوئے جواب طلب کر لیا اور سماعت ملتوی کر دی۔ حکومت نے عوام کی سہولت کے لئے نئے منصوبوں کا اعلان کیا ہے جن پر کام جلد شروع کیا جائے گا۔ پاکستان کے مختلف شہروں میں بارشوں کا سلسلہ جاری ہے، محکمہ موسمیات نے آئندہ دنوں میں مزید بارشوں کی پیش گوئی کی ہے، شہریوں کو احتیاط کی ہدایت کی گئی ہے اور انتظامیہ کو ہنگامی اقدامات کرنے کا حکم دیا گیا ہے۔ عدالت نے کیس کی سماعت کے دوران فریقین کو نوٹس جاری کرتے ہوئے جواب طلب کر لیا اور سماعت ملتوی کر دی۔ حکومت نے عوام کی سہولت کے لئے نئے منصوبوں کا اعلان کیا ہے جن پر کام جلد شروع کیا جائے گا۔ پاکستان کے مختلف شہروں میں بارشوں کا سلسلہ جاری ہے، محکمہ موسمیات نے آئندہ دنوں میں مزید بارشوں کی پیش گوئی کی ہے، شہریوں کو احتیاط کی ہدایت کی گئی ہے اور انتظامیہ کو ہنگامی اقدامات کرنے کا حکم دیا گیا ہے۔ عدالت نے کیس کی سماعت کے دوران فریقین کو نوٹس جاری کرتے ہوئے جواب طلب کر لیا اور سماعت ملتوی کر دی۔ حکومت نے عوام کی سہولت کے لئے نئے منصوبوں کا اعلان کیا ہے جن پر کام جلد شروع کیا جائے گا۔ پاکستان کے مختلف شہروں میں بارشوں کا سلسلہ جاری ہے، محکمہ موسمیات نے آئندہ دنوں میں مزید بارشوں کی پیش گوئی کی ہے، شہریوں کو احتیاط کی ہدایت کی گئی ہے اور انتظامیہ کو ہنگامی اقدامات کرنے کا حکم دیا گیا ہے۔ عدالت نے کیس کی سماعت کے دوران فریقین کو نوٹس جاری کرتے ہوئے جواب طلب کر لیا اور سماعت ملتوی کر دی۔ حکومت نے عوام کی سہولت کے لئے نئے منصوبوں کا اعلان کیا ہے جن پر کام جلد شروع کیا جائے گا۔ — [643, 39, 723, 687]
column-6 — [549, 23, 640, 1336]
section-header-10 — [458, 496, 547, 508]
section-number: 6 — [628, 513, 638, 524]
masthead-english: THE DAILY UMMAT HYDERABAD,THURSDAY JULY 24,2025 — [3, 1, 258, 11]
section-title: شہر — [327, 661, 343, 669]
section-number: 13 — [437, 367, 453, 377]
section-header-24 — [272, 1179, 362, 1191]
section-header-12 — [366, 220, 454, 232]
article-text: پاکستان کے مختلف شہروں میں بارشوں کا سلسلہ جاری ہے، محکمہ موسمیات نے آئندہ دنوں میں مزید بارشوں کی پیش گوئی کی ہے، شہریوں کو احتیاط کی ہدایت کی گئی ہے اور انتظامیہ کو ہنگامی اقدامات کرنے کا حکم دیا گیا ہے۔ عدالت نے کیس کی سماعت کے دوران فریقین کو نوٹس جاری کرتے ہوئے جواب طلب کر لیا اور سماعت ملتوی کر دی۔ حکومت نے عوام کی سہولت کے لئے نئے منصوبوں کا اعلان کیا ہے جن پر کام جلد شروع کیا جائے گا۔ پاکستان کے مختلف شہروں میں بارشوں کا سلسلہ جاری ہے، محکمہ موسمیات نے آئندہ دنوں میں مزید بارشوں کی پیش گوئی کی ہے، شہریوں کو احتیاط کی ہدایت کی گئی ہے اور انتظامیہ کو ہنگامی اقدامات کرنے کا حکم دیا گیا ہے۔ عدالت نے کیس کی سماعت کے دوران فریقین کو نوٹس جاری کرتے ہوئے جواب طلب کر لیا اور سماعت ملتوی کر دی۔ حکومت نے عوام کی سہولت کے لئے نئے منصوبوں کا اعلان کیا ہے جن پر کام جلد شروع کیا جائے گا۔ پاکستان کے مختلف شہروں میں بارشوں کا سلسلہ جاری ہے، محکمہ موسمیات نے آئندہ دنوں میں مزید بارشوں کی پیش گوئی کی ہے، شہریوں کو احتیاط کی ہدایت کی گئی ہے اور انتظامیہ کو ہنگامی اقدامات کرنے کا حکم دیا گیا ہے۔ عدالت نے کیس کی سماعت کے دوران فریقین کو نوٹس جاری کرتے ہوئے جواب طلب کر لیا اور سماعت ملتوی کر دی۔ حکومت نے عوام کی سہولت کے لئے نئے منصوبوں کا اعلان کیا ہے جن پر کام جلد شروع کیا جائے گا۔ پاکستان کے مختلف شہروں میں بارشوں کا سلسلہ جاری ہے، محکمہ موسمیات نے آئندہ دنوں میں مزید بارشوں کی پیش گوئی کی ہے، شہریوں کو احتیاط کی ہدایت کی گئی ہے اور انتظامیہ کو ہنگامی اقدامات کرنے کا حکم دیا گیا ہے۔ عدالت نے کیس کی سماعت کے دوران فریقین کو نوٹس جاری کرتے ہوئے جواب طلب کر لیا اور سماعت ملتوی کر دی۔ حکومت نے عوام کی سہولت کے لئے نئے منصوبوں کا اعلان کیا ہے جن پر کام جلد شروع کیا جائے گا۔ پاکستان کے مختلف شہروں میں بارشوں کا سلسلہ جاری ہے، محکمہ موسمیات نے آئندہ دنوں میں مزید بارشوں کی پیش گوئی کی ہے، شہریوں کو احتیاط کی ہدایت کی گئی ہے اور انتظامیہ کو ہنگامی اقدامات کرنے کا حکم دیا گیا ہے۔ عدالت نے کیس کی سماعت کے دوران فریقین کو نوٹس جاری کرتے ہوئے جواب طلب کر لیا اور سماعت ملتوی کر دی۔ حکومت نے عوام کی سہولت کے لئے نئے منصوبوں کا اعلان کیا ہے جن پر کام جلد شروع کیا جائے گا۔ پاکستان کے مختلف شہروں میں بارشوں کا سلسلہ جاری ہے، محکمہ موسمیات نے آئندہ دنوں میں مزید بارشوں کی پیش گوئی کی ہے، شہریوں کو احتیاط کی ہدایت کی گئی ہے اور انتظامیہ کو ہنگامی اقدامات کرنے کا حکم دیا گیا ہے۔ عدالت نے کیس کی سماعت کے دوران فریقین کو نوٹس جاری کرتے ہوئے جواب طلب کر لیا اور سماعت ملتوی کر دی۔ حکومت نے عوام کی سہولت کے لئے نئے منصوبوں کا اعلان کیا ہے جن پر کام جلد شروع کیا جائے گا۔ — [458, 656, 547, 1045]
section-header-19 — [272, 383, 362, 395]
section-header-26 — [177, 366, 268, 378]
article-text: پاکستان کے مختلف شہروں میں بارشوں کا سلسلہ جاری ہے، محکمہ موسمیات نے آئندہ دنوں میں مزید بارشوں کی پیش گوئی کی ہے، شہریوں کو احتیاط کی ہدایت کی گئی ہے اور انتظامیہ کو ہنگامی اقدامات کرنے کا حکم دیا گیا ہے۔ عدالت نے کیس کی سماعت کے دوران فریقین کو نوٹس جاری کرتے ہوئے جواب طلب کر لیا اور سماعت ملتوی کر دی۔ حکومت نے عوام کی سہولت کے لئے نئے منصوبوں کا اعلان کیا ہے جن پر کام جلد شروع کیا جائے گا۔ پاکستان کے مختلف شہروں میں بارشوں کا سلسلہ جاری ہے، محکمہ موسمیات نے آئندہ دنوں میں مزید بارشوں کی پیش گوئی کی ہے، شہریوں کو احتیاط کی ہدایت کی گئی ہے اور انتظامیہ کو ہنگامی اقدامات کرنے کا حکم دیا گیا ہے۔ عدالت نے کیس کی سماعت کے دوران فریقین کو نوٹس جاری کرتے ہوئے جواب طلب کر لیا اور سماعت ملتوی کر دی۔ حکومت نے عوام کی سہولت کے لئے نئے منصوبوں کا اعلان کیا ہے جن پر کام جلد شروع کیا جائے گا۔ — [551, 23, 639, 152]
article-text: پاکستان کے مختلف شہروں میں بارشوں کا سلسلہ جاری ہے، محکمہ موسمیات نے آئندہ دنوں میں مزید بارشوں کی پیش گوئی کی ہے، شہریوں کو احتیاط کی ہدایت کی گئی ہے اور انتظامیہ کو ہنگامی اقدامات کرنے کا حکم دیا گیا ہے۔ عدالت نے کیس کی سماعت کے دوران فریقین کو نوٹس جاری کرتے ہوئے جواب طلب کر لیا اور سماعت ملتوی کر دی۔ حکومت نے عوام کی سہولت کے لئے نئے منصوبوں کا اعلان کیا ہے جن پر کام جلد شروع کیا جائے گا۔ پاکستان کے مختلف شہروں میں بارشوں کا سلسلہ جاری ہے، محکمہ موسمیات نے آئندہ دنوں میں مزید بارشوں کی پیش گوئی کی ہے، شہریوں کو احتیاط کی ہدایت کی گئی ہے اور انتظامیہ کو ہنگامی اقدامات کرنے کا حکم دیا گیا ہے۔ عدالت نے کیس کی سماعت کے دوران فریقین کو نوٹس جاری کرتے ہوئے جواب طلب کر لیا اور سماعت ملتوی کر دی۔ حکومت نے عوام کی سہولت کے لئے نئے منصوبوں کا اعلان کیا ہے جن پر کام جلد شروع کیا جائے گا۔ پاکستان کے مختلف شہروں میں بارشوں کا سلسلہ جاری ہے، محکمہ موسمیات نے آئندہ دنوں میں مزید بارشوں کی پیش گوئی کی ہے، شہریوں کو احتیاط کی ہدایت کی گئی ہے اور انتظامیہ کو ہنگامی اقدامات کرنے کا حکم دیا گیا ہے۔ عدالت نے کیس کی سماعت کے دوران فریقین کو نوٹس جاری کرتے ہوئے جواب طلب کر لیا اور سماعت ملتوی کر دی۔ حکومت نے عوام کی سہولت کے لئے نئے منصوبوں کا اعلان کیا ہے جن پر کام جلد شروع کیا جائے گا۔ — [551, 526, 639, 720]
section-number: 15 — [437, 984, 453, 994]
section-title: امریکا — [512, 221, 532, 230]
section-header-11 — [458, 642, 547, 654]
article-text: پاکستان کے مختلف شہروں میں بارشوں کا سلسلہ جاری ہے، محکمہ موسمیات نے آئندہ دنوں میں مزید بارشوں کی پیش گوئی کی ہے، شہریوں کو احتیاط کی ہدایت کی گئی ہے اور انتظامیہ کو ہنگامی اقدامات کرنے کا حکم دیا گیا ہے۔ عدالت نے کیس کی سماعت کے دوران فریقین کو نوٹس جاری کرتے ہوئے جواب طلب کر لیا اور سماعت ملتوی کر دی۔ حکومت نے عوام کی سہولت کے لئے نئے منصوبوں کا اعلان کیا ہے جن پر کام جلد شروع کیا جائے گا۔ پاکستان کے مختلف شہروں میں بارشوں کا سلسلہ جاری ہے، محکمہ موسمیات نے آئندہ دنوں میں مزید بارشوں کی پیش گوئی کی ہے، شہریوں کو احتیاط کی ہدایت کی گئی ہے اور انتظامیہ کو ہنگامی اقدامات کرنے کا حکم دیا گیا ہے۔ عدالت نے کیس کی سماعت کے دوران فریقین کو نوٹس جاری کرتے ہوئے جواب طلب کر لیا اور سماعت ملتوی کر دی۔ حکومت نے عوام کی سہولت کے لئے نئے منصوبوں کا اعلان کیا ہے جن پر کام جلد شروع کیا جائے گا۔ — [366, 233, 454, 363]
section-header-15 — [366, 983, 454, 995]
section-number: 17 — [345, 220, 361, 231]
section-title: تعلیم — [231, 709, 249, 717]
article-text: پاکستان کے مختلف شہروں میں بارشوں کا سلسلہ جاری ہے، محکمہ موسمیات نے آئندہ دنوں میں مزید بارشوں کی پیش گوئی کی ہے، شہریوں کو احتیاط کی ہدایت کی گئی ہے اور انتظامیہ کو ہنگامی اقدامات کرنے کا حکم دیا گیا ہے۔ عدالت نے کیس کی سماعت کے دوران فریقین کو نوٹس جاری کرتے ہوئے جواب طلب کر لیا اور سماعت ملتوی کر دی۔ حکومت نے عوام کی سہولت کے لئے نئے منصوبوں کا اعلان کیا ہے جن پر کام جلد شروع کیا جائے گا۔ پاکستان کے مختلف شہروں میں بارشوں کا سلسلہ جاری ہے، محکمہ موسمیات نے آئندہ دنوں میں مزید بارشوں کی پیش گوئی کی ہے، شہریوں کو احتیاط کی ہدایت کی گئی ہے اور انتظامیہ کو ہنگامی اقدامات کرنے کا حکم دیا گیا ہے۔ عدالت نے کیس کی سماعت کے دوران فریقین کو نوٹس جاری کرتے ہوئے جواب طلب کر لیا اور سماعت ملتوی کر دی۔ حکومت نے عوام کی سہولت کے لئے نئے منصوبوں کا اعلان کیا ہے جن پر کام جلد شروع کیا جائے گا۔ — [458, 510, 547, 639]
section-number: 9 — [535, 220, 546, 231]
article-text: پاکستان کے مختلف شہروں میں بارشوں کا سلسلہ جاری ہے، محکمہ موسمیات نے آئندہ دنوں میں مزید بارشوں کی پیش گوئی کی ہے، شہریوں کو احتیاط کی ہدایت کی گئی ہے اور انتظامیہ کو ہنگامی اقدامات کرنے کا حکم دیا گیا ہے۔ عدالت نے کیس کی سماعت کے دوران فریقین کو نوٹس جاری کرتے ہوئے جواب طلب کر لیا اور سماعت ملتوی کر دی۔ حکومت نے عوام کی سہولت کے لئے نئے منصوبوں کا اعلان کیا ہے جن پر کام جلد شروع کیا جائے گا۔ پاکستان کے مختلف شہروں میں بارشوں کا سلسلہ جاری ہے، محکمہ موسمیات نے آئندہ دنوں میں مزید بارشوں کی پیش گوئی کی ہے، شہریوں کو احتیاط کی ہدایت کی گئی ہے اور انتظامیہ کو ہنگامی اقدامات کرنے کا حکم دیا گیا ہے۔ عدالت نے کیس کی سماعت کے دوران فریقین کو نوٹس جاری کرتے ہوئے جواب طلب کر لیا اور سماعت ملتوی کر دی۔ حکومت نے عوام کی سہولت کے لئے نئے منصوبوں کا اعلان کیا ہے جن پر کام جلد شروع کیا جائے گا۔ پاکستان کے مختلف شہروں میں بارشوں کا سلسلہ جاری ہے، محکمہ موسمیات نے آئندہ دنوں میں مزید بارشوں کی پیش گوئی کی ہے، شہریوں کو احتیاط کی ہدایت کی گئی ہے اور انتظامیہ کو ہنگامی اقدامات کرنے کا حکم دیا گیا ہے۔ عدالت نے کیس کی سماعت کے دوران فریقین کو نوٹس جاری کرتے ہوئے جواب طلب کر لیا اور سماعت ملتوی کر دی۔ حکومت نے عوام کی سہولت کے لئے نئے منصوبوں کا اعلان کیا ہے جن پر کام جلد شروع کیا جائے گا۔ — [458, 23, 547, 217]
notice-text: پاکستان کے مختلف شہروں میں بارشوں کا سلسلہ جاری ہے، محکمہ موسمیات نے آئندہ دنوں میں مزید بارشوں کی پیش گوئی کی ہے، شہریوں کو احتیاط کی ہدایت کی گئی ہے اور انتظامیہ کو ہنگامی اقدامات کرنے کا حکم دیا گیا ہے۔ عدالت نے کیس کی سماعت کے دوران فریقین کو نوٹس جاری کرتے ہوئے جواب طلب کر لیا اور سماعت ملتوی کر دی۔ حکومت نے عوام کی سہولت کے لئے نئے منصوبوں کا اعلان کیا ہے جن پر کام جلد شروع کیا جائے گا۔ پاکستان کے مختلف شہروں میں بارشوں کا سلسلہ جاری ہے، محکمہ موسمیات نے آئندہ دنوں میں مزید بارشوں کی پیش گوئی کی ہے، شہریوں کو احتیاط کی ہدایت کی گئی ہے اور انتظامیہ کو ہنگامی اقدامات کرنے کا حکم دیا گیا ہے۔ عدالت نے کیس کی سماعت کے دوران فریقین کو نوٹس جاری کرتے ہوئے جواب طلب کر لیا اور سماعت ملتوی کر دی۔ حکومت نے عوام کی سہولت کے لئے نئے منصوبوں کا اعلان کیا ہے جن پر کام جلد شروع کیا جائے گا۔ پاکستان کے مختلف شہروں میں بارشوں کا سلسلہ جاری ہے، محکمہ موسمیات نے آئندہ دنوں میں مزید بارشوں کی پیش گوئی کی ہے، شہریوں کو احتیاط کی ہدایت کی گئی ہے اور انتظامیہ کو ہنگامی اقدامات کرنے کا حکم دیا گیا ہے۔ عدالت نے کیس کی سماعت کے دوران فریقین کو نوٹس جاری کرتے ہوئے جواب طلب کر لیا اور سماعت ملتوی کر دی۔ حکومت نے عوام کی سہولت کے لئے نئے منصوبوں کا اعلان کیا ہے جن پر کام جلد شروع کیا جائے گا۔ پاکستان کے مختلف شہروں میں بارشوں کا سلسلہ جاری ہے، محکمہ موسمیات نے آئندہ دنوں میں مزید بارشوں کی پیش گوئی کی ہے، شہریوں کو احتیاط کی ہدایت کی گئی ہے اور انتظامیہ کو ہنگامی اقدامات کرنے کا حکم دیا گیا ہے۔ عدالت نے کیس کی سماعت کے دوران فریقین کو نوٹس جاری کرتے ہوئے جواب طلب کر لیا اور سماعت ملتوی کر دی۔ حکومت نے عوام کی سہولت کے لئے نئے منصوبوں کا اعلان کیا ہے جن پر کام جلد شروع کیا جائے گا۔ پاکستان کے مختلف شہروں میں بارشوں کا سلسلہ جاری ہے، محکمہ موسمیات نے آئندہ دنوں میں مزید بارشوں کی پیش گوئی کی ہے، شہریوں کو احتیاط کی ہدایت کی گئی ہے اور انتظامیہ کو ہنگامی اقدامات کرنے کا حکم دیا گیا ہے۔ عدالت نے کیس کی سماعت کے دوران فریقین کو نوٹس جاری کرتے ہوئے جواب طلب کر لیا اور سماعت ملتوی کر دی۔ حکومت نے عوام کی سہولت کے لئے نئے منصوبوں کا اعلان کیا ہے جن پر کام جلد شروع کیا جائے گا۔ پاکستان کے مختلف شہروں میں بارشوں کا سلسلہ جاری ہے، محکمہ موسمیات نے آئندہ دنوں میں مزید بارشوں کی پیش گوئی کی ہے، شہریوں کو احتیاط کی ہدایت کی گئی ہے اور انتظامیہ کو ہنگامی اقدامات کرنے کا حکم دیا گیا ہے۔ عدالت نے کیس کی سماعت کے دوران فریقین کو نوٹس جاری کرتے ہوئے جواب طلب کر لیا اور سماعت ملتوی کر دی۔ حکومت نے عوام کی سہولت کے لئے نئے منصوبوں کا اعلان کیا ہے جن پر کام جلد شروع کیا جائے گا۔ پاکستان کے مختلف شہروں میں بارشوں کا سلسلہ جاری ہے، محکمہ موسمیات نے آئندہ دنوں میں مزید بارشوں کی پیش گوئی کی ہے، شہریوں کو احتیاط کی ہدایت کی گئی ہے اور انتظامیہ کو ہنگامی اقدامات کرنے کا حکم دیا گیا ہے۔ عدالت نے کیس کی سماعت کے دوران فریقین کو نوٹس جاری کرتے ہوئے جواب طلب کر لیا اور سماعت ملتوی کر دی۔ حکومت نے عوام کی سہولت کے لئے نئے منصوبوں کا اعلان کیا ہے جن پر کام جلد شروع کیا جائے گا۔ پاکستان کے مختلف شہروں میں بارشوں کا سلسلہ جاری ہے، محکمہ موسمیات نے آئندہ دنوں میں مزید بارشوں کی پیش گوئی کی ہے، شہریوں کو احتیاط کی ہدایت کی گئی ہے اور انتظامیہ کو ہنگامی اقدامات کرنے کا حکم دیا گیا ہے۔ عدالت نے کیس کی سماعت کے دوران فریقین کو نوٹس جاری کرتے ہوئے جواب طلب کر لیا اور سماعت ملتوی کر دی۔ حکومت نے عوام کی سہولت کے لئے نئے منصوبوں کا اعلان کیا ہے جن پر کام جلد شروع کیا جائے گا۔ پاکستان کے مختلف شہروں میں بارشوں کا سلسلہ جاری ہے، محکمہ موسمیات نے آئندہ دنوں میں مزید بارشوں کی پیش گوئی کی ہے، شہریوں کو احتیاط کی ہدایت کی گئی ہے اور انتظامیہ کو ہنگامی اقدامات کرنے کا حکم دیا گیا ہے۔ عدالت نے کیس کی سماعت کے دوران فریقین کو نوٹس جاری کرتے ہوئے جواب طلب کر لیا اور سماعت ملتوی کر دی۔ حکومت نے عوام کی سہولت کے لئے نئے منصوبوں کا اعلان کیا ہے جن پر کام جلد شروع کیا جائے گا۔ پاکستان کے مختلف شہروں میں بارشوں کا سلسلہ جاری ہے، محکمہ موسمیات نے آئندہ دنوں میں مزید بارشوں کی پیش گوئی کی ہے، شہریوں کو احتیاط کی ہدایت کی گئی ہے اور انتظامیہ کو ہنگامی اقدامات کرنے کا حکم دیا گیا ہے۔ عدالت نے کیس کی سماعت کے دوران فریقین کو نوٹس جاری کرتے ہوئے جواب طلب کر لیا اور سماعت ملتوی کر دی۔ حکومت نے عوام کی سہولت کے لئے نئے منصوبوں کا اعلان کیا ہے جن پر کام جلد شروع کیا جائے گا۔ پاکستان کے مختلف شہروں میں بارشوں کا سلسلہ جاری ہے، محکمہ موسمیات نے آئندہ دنوں میں مزید بارشوں کی پیش گوئی کی ہے، شہریوں کو احتیاط کی ہدایت کی گئی ہے اور انتظامیہ کو ہنگامی اقدامات کرنے کا حکم دیا گیا ہے۔ عدالت نے کیس کی سماعت کے دوران فریقین کو نوٹس جاری کرتے ہوئے جواب طلب کر لیا اور سماعت ملتوی کر دی۔ حکومت نے عوام کی سہولت کے لئے نئے منصوبوں کا اعلان کیا ہے جن پر کام جلد شروع کیا جائے گا۔ پاکستان کے مختلف شہروں میں بارشوں کا سلسلہ جاری ہے، محکمہ موسمیات نے آئندہ دنوں میں مزید بارشوں کی پیش گوئی کی ہے، شہریوں کو احتیاط کی ہدایت کی گئی ہے اور انتظامیہ کو ہنگامی اقدامات کرنے کا حکم دیا گیا ہے۔ عدالت نے کیس کی سماعت کے دوران فریقین کو نوٹس جاری کرتے ہوئے جواب طلب کر لیا اور سماعت ملتوی کر دی۔ حکومت نے عوام کی سہولت کے لئے نئے منصوبوں کا اعلان کیا ہے جن پر کام جلد شروع کیا جائے گا۔ — [93, 1713, 174, 2575]
section-title: دبئی — [326, 303, 343, 311]
latin-line: MARRIAGE BY WAY OF — [93, 1686, 153, 1692]
article-text: پاکستان کے مختلف شہروں میں بارشوں کا سلسلہ جاری ہے، محکمہ موسمیات نے آئندہ دنوں میں مزید بارشوں کی پیش گوئی کی ہے، شہریوں کو احتیاط کی ہدایت کی گئی ہے اور انتظامیہ کو ہنگامی اقدامات کرنے کا حکم دیا گیا ہے۔ عدالت نے کیس کی سماعت کے دوران فریقین کو نوٹس جاری کرتے ہوئے جواب طلب کر لیا اور سماعت ملتوی کر دی۔ حکومت نے عوام کی سہولت کے لئے نئے منصوبوں کا اعلان کیا ہے جن پر کام جلد شروع کیا جائے گا۔ پاکستان کے مختلف شہروں میں بارشوں کا سلسلہ جاری ہے، محکمہ موسمیات نے آئندہ دنوں میں مزید بارشوں کی پیش گوئی کی ہے، شہریوں کو احتیاط کی ہدایت کی گئی ہے اور انتظامیہ کو ہنگامی اقدامات کرنے کا حکم دیا گیا ہے۔ عدالت نے کیس کی سماعت کے دوران فریقین کو نوٹس جاری کرتے ہوئے جواب طلب کر لیا اور سماعت ملتوی کر دی۔ حکومت نے عوام کی سہولت کے لئے نئے منصوبوں کا اعلان کیا ہے جن پر کام جلد شروع کیا جائے گا۔ — [272, 1047, 362, 1176]
section-number: 7 — [628, 724, 638, 735]
masthead — [0, 0, 725, 15]
section-number: 11 — [530, 642, 546, 653]
article-text: پاکستان کے مختلف شہروں میں بارشوں کا سلسلہ جاری ہے، محکمہ موسمیات نے آئندہ دنوں میں مزید بارشوں کی پیش گوئی کی ہے، شہریوں کو احتیاط کی ہدایت کی گئی ہے اور انتظامیہ کو ہنگامی اقدامات کرنے کا حکم دیا گیا ہے۔ عدالت نے کیس کی سماعت کے دوران فریقین کو نوٹس جاری کرتے ہوئے جواب طلب کر لیا اور سماعت ملتوی کر دی۔ حکومت نے عوام کی سہولت کے لئے نئے منصوبوں کا اعلان کیا ہے جن پر کام جلد شروع کیا جائے گا۔ پاکستان کے مختلف شہروں میں بارشوں کا سلسلہ جاری ہے، محکمہ موسمیات نے آئندہ دنوں میں مزید بارشوں کی پیش گوئی کی ہے، شہریوں کو احتیاط کی ہدایت کی گئی ہے اور انتظامیہ کو ہنگامی اقدامات کرنے کا حکم دیا گیا ہے۔ عدالت نے کیس کی سماعت کے دوران فریقین کو نوٹس جاری کرتے ہوئے جواب طلب کر لیا اور سماعت ملتوی کر دی۔ حکومت نے عوام کی سہولت کے لئے نئے منصوبوں کا اعلان کیا ہے جن پر کام جلد شروع کیا جائے گا۔ پاکستان کے مختلف شہروں میں بارشوں کا سلسلہ جاری ہے، محکمہ موسمیات نے آئندہ دنوں میں مزید بارشوں کی پیش گوئی کی ہے، شہریوں کو احتیاط کی ہدایت کی گئی ہے اور انتظامیہ کو ہنگامی اقدامات کرنے کا حکم دیا گیا ہے۔ عدالت نے کیس کی سماعت کے دوران فریقین کو نوٹس جاری کرتے ہوئے جواب طلب کر لیا اور سماعت ملتوی کر دی۔ حکومت نے عوام کی سہولت کے لئے نئے منصوبوں کا اعلان کیا ہے جن پر کام جلد شروع کیا جائے گا۔ — [177, 168, 268, 363]
section-title: چیف جسٹس — [206, 156, 249, 165]
classified-ad-box — [2, 24, 174, 84]
section-number: 25 — [251, 156, 267, 166]
section-title: قیمت تعلیم — [585, 156, 625, 165]
section-number: 29 — [251, 1520, 267, 1530]
section-header-3 — [643, 1071, 723, 1083]
section-title: کراچی — [226, 1115, 249, 1123]
section-title: شرم ناک — [594, 937, 625, 945]
section-title: سندھ — [415, 368, 435, 376]
article-text: پاکستان کے مختلف شہروں میں بارشوں کا سلسلہ جاری ہے، محکمہ موسمیات نے آئندہ دنوں میں مزید بارشوں کی پیش گوئی کی ہے، شہریوں کو احتیاط کی ہدایت کی گئی ہے اور انتظامیہ کو ہنگامی اقدامات کرنے کا حکم دیا گیا ہے۔ عدالت نے کیس کی سماعت کے دوران فریقین کو نوٹس جاری کرتے ہوئے جواب طلب کر لیا اور سماعت ملتوی کر دی۔ حکومت نے عوام کی سہولت کے لئے نئے منصوبوں کا اعلان کیا ہے جن پر کام جلد شروع کیا جائے گا۔ پاکستان کے مختلف شہروں میں بارشوں کا سلسلہ جاری ہے، محکمہ موسمیات نے آئندہ دنوں میں مزید بارشوں کی پیش گوئی کی ہے، شہریوں کو احتیاط کی ہدایت کی گئی ہے اور انتظامیہ کو ہنگامی اقدامات کرنے کا حکم دیا گیا ہے۔ عدالت نے کیس کی سماعت کے دوران فریقین کو نوٹس جاری کرتے ہوئے جواب طلب کر لیا اور سماعت ملتوی کر دی۔ حکومت نے عوام کی سہولت کے لئے نئے منصوبوں کا اعلان کیا ہے جن پر کام جلد شروع کیا جائے گا۔ پاکستان کے مختلف شہروں میں بارشوں کا سلسلہ جاری ہے، محکمہ موسمیات نے آئندہ دنوں میں مزید بارشوں کی پیش گوئی کی ہے، شہریوں کو احتیاط کی ہدایت کی گئی ہے اور انتظامیہ کو ہنگامی اقدامات کرنے کا حکم دیا گیا ہے۔ عدالت نے کیس کی سماعت کے دوران فریقین کو نوٹس جاری کرتے ہوئے جواب طلب کر لیا اور سماعت ملتوی کر دی۔ حکومت نے عوام کی سہولت کے لئے نئے منصوبوں کا اعلان کیا ہے جن پر کام جلد شروع کیا جائے گا۔ پاکستان کے مختلف شہروں میں بارشوں کا سلسلہ جاری ہے، محکمہ موسمیات نے آئندہ دنوں میں مزید بارشوں کی پیش گوئی کی ہے، شہریوں کو احتیاط کی ہدایت کی گئی ہے اور انتظامیہ کو ہنگامی اقدامات کرنے کا حکم دیا گیا ہے۔ عدالت نے کیس کی سماعت کے دوران فریقین کو نوٹس جاری کرتے ہوئے جواب طلب کر لیا اور سماعت ملتوی کر دی۔ حکومت نے عوام کی سہولت کے لئے نئے منصوبوں کا اعلان کیا ہے جن پر کام جلد شروع کیا جائے گا۔ — [272, 396, 362, 655]
section-number: 16 — [437, 1065, 453, 1076]
section-header-2 — [643, 690, 723, 702]
article-text: پاکستان کے مختلف شہروں میں بارشوں کا سلسلہ جاری ہے، محکمہ موسمیات نے آئندہ دنوں میں مزید بارشوں کی پیش گوئی کی ہے، شہریوں کو احتیاط کی ہدایت کی گئی ہے اور انتظامیہ کو ہنگامی اقدامات کرنے کا حکم دیا گیا ہے۔ عدالت نے کیس کی سماعت کے دوران فریقین کو نوٹس جاری کرتے ہوئے جواب طلب کر لیا اور سماعت ملتوی کر دی۔ حکومت نے عوام کی سہولت کے لئے نئے منصوبوں کا اعلان کیا ہے جن پر کام جلد شروع کیا جائے گا۔ پاکستان کے مختلف شہروں میں بارشوں کا سلسلہ جاری ہے، محکمہ موسمیات نے آئندہ دنوں میں مزید بارشوں کی پیش گوئی کی ہے، شہریوں کو احتیاط کی ہدایت کی گئی ہے اور انتظامیہ کو ہنگامی اقدامات کرنے کا حکم دیا گیا ہے۔ عدالت نے کیس کی سماعت کے دوران فریقین کو نوٹس جاری کرتے ہوئے جواب طلب کر لیا اور سماعت ملتوی کر دی۔ حکومت نے عوام کی سہولت کے لئے نئے منصوبوں کا اعلان کیا ہے جن پر کام جلد شروع کیا جائے گا۔ پاکستان کے مختلف شہروں میں بارشوں کا سلسلہ جاری ہے، محکمہ موسمیات نے آئندہ دنوں میں مزید بارشوں کی پیش گوئی کی ہے، شہریوں کو احتیاط کی ہدایت کی گئی ہے اور انتظامیہ کو ہنگامی اقدامات کرنے کا حکم دیا گیا ہے۔ عدالت نے کیس کی سماعت کے دوران فریقین کو نوٹس جاری کرتے ہوئے جواب طلب کر لیا اور سماعت ملتوی کر دی۔ حکومت نے عوام کی سہولت کے لئے نئے منصوبوں کا اعلان کیا ہے جن پر کام جلد شروع کیا جائے گا۔ پاکستان کے مختلف شہروں میں بارشوں کا سلسلہ جاری ہے، محکمہ موسمیات نے آئندہ شہریوں کو احتیاط کی ہدایت کی گئی ہے اور انتظامیہ کو ہنگامی اقدامات کرنے کا حکم دیا گیا ہے۔ عدالت نے کیس کی سماعت کے دوران فریقین کو نوٹس جاری کرتے ہوئے جواب طلب کر لیا اور سماعت ملتوی کر دی۔ حکومت نے عوام کی سہولت کے لئے نئے منصوبوں کا اعلان کیا ہے جن پر کام جلد شروع کیا جائے گا۔ پاکستان کے مختلف شہروں میں بارشوں کا سلسلہ جاری ہے، محکمہ موسمیات نے آئندہ دنوں میں مزید بارشوں کی پیش گوئی کی ہے، شہریوں کو احتیاط کی ہدایت کی گئی ہے اور انتظامیہ کو ہنگامی اقدامات کرنے کا حکم دیا گیا ہے۔ عدالت نے کیس کی سماعت کے دوران فریقین کو نوٹس جاری کرتے ہوئے جواب طلب کر لیا اور سماعت ملتوی کر دی۔ حکومت نے عوام کی سہولت کے لئے نئے منصوبوں کا اعلان کیا ہے جن پر کام جلد شروع کیا جائے گا۔ پاکستان کے مختلف شہروں میں بارشوں کا سلسلہ جاری ہے، محکمہ موسمیات نے آئندہ دنوں میں مزید بارشوں کی پیش گوئی کی ہے، شہریوں کو احتیاط کی ہدایت کی گئی ہے اور انتظامیہ کو ہنگامی اقدامات کرنے کا حکم دیا گیا ہے۔ عدالت نے کیس کی سماعت کے دوران فریقین کو نوٹس جاری کرتے ہوئے جواب طلب کر لیا اور سماعت ملتوی کر دی۔ حکومت نے عوام کی سہولت کے لئے نئے منصوبوں کا اعلان کیا ہے جن پر کام جلد شروع کیا جائے گا۔ — [177, 1127, 268, 1516]
section-header-25 — [177, 155, 268, 167]
section-header-28 — [177, 1113, 268, 1125]
article-text: پاکستان کے مختلف شہروں میں بارشوں کا سلسلہ جاری ہے، محکمہ موسمیات نے آئندہ دنوں میں مزید بارشوں کی پیش گوئی کی ہے، شہریوں کو احتیاط کی ہدایت کی گئی ہے اور انتظامیہ کو ہنگامی اقدامات کرنے کا حکم دیا گیا ہے۔ عدالت نے کیس کی سماعت کے دوران فریقین کو نوٹس جاری کرتے ہوئے جواب طلب کر لیا اور سماعت ملتوی کر دی۔ حکومت نے عوام کی سہولت کے لئے نئے منصوبوں کا اعلان کیا ہے جن پر کام جلد شروع کیا جائے گا۔ پاکستان کے مختلف شہروں میں بارشوں کا سلسلہ جاری ہے، محکمہ موسمیات نے آئندہ دنوں میں مزید بارشوں کی پیش گوئی کی ہے، شہریوں کو احتیاط کی ہدایت کی گئی ہے اور انتظامیہ کو ہنگامی اقدامات کرنے کا حکم دیا گیا ہے۔ عدالت نے کیس کی سماعت کے دوران فریقین کو نوٹس جاری کرتے ہوئے جواب طلب کر لیا اور سماعت ملتوی کر دی۔ حکومت نے عوام کی سہولت کے لئے نئے منصوبوں کا اعلان کیا ہے جن پر کام جلد شروع کیا جائے گا۔ — [177, 23, 268, 152]
section-title: ڈرائیکی میں سیلابی — [641, 27, 709, 35]
section-header-20 — [272, 658, 362, 670]
section-header-9 — [458, 220, 547, 232]
section-title: حکومت — [410, 221, 435, 230]
article-text: پاکستان کے مختلف شہروں میں بارشوں کا سلسلہ جاری ہے، محکمہ موسمیات نے آئندہ دنوں میں مزید بارشوں کی پیش گوئی کی ہے، شہریوں کو احتیاط کی ہدایت کی گئی ہے اور انتظامیہ کو ہنگامی اقدامات کرنے کا حکم دیا گیا ہے۔ عدالت نے کیس کی سماعت کے دوران فریقین کو نوٹس جاری کرتے ہوئے جواب طلب کر لیا اور سماعت ملتوی کر دی۔ حکومت نے عوام کی سہولت کے لئے نئے منصوبوں کا اعلان کیا ہے جن پر کام جلد شروع کیا جائے گا۔ پاکستان کے مختلف شہروں میں بارشوں کا سلسلہ جاری ہے، محکمہ موسمیات نے آئندہ دنوں میں مزید بارشوں کی پیش گوئی کی ہے، شہریوں کو احتیاط کی ہدایت کی گئی ہے اور انتظامیہ کو ہنگامی اقدامات کرنے کا حکم دیا گیا ہے۔ عدالت نے کیس کی سماعت کے دوران فریقین کو نوٹس جاری کرتے ہوئے جواب طلب کر لیا اور سماعت ملتوی کر دی۔ حکومت نے عوام کی سہولت کے لئے نئے منصوبوں کا اعلان کیا ہے جن پر کام جلد شروع کیا جائے گا۔ پاکستان کے مختلف شہروں میں بارشوں کا سلسلہ جاری ہے، محکمہ موسمیات نے آئندہ دنوں میں مزید بارشوں کی پیش گوئی کی ہے، شہریوں کو احتیاط کی ہدایت کی گئی ہے اور انتظامیہ کو ہنگامی اقدامات کرنے کا حکم دیا گیا ہے۔ عدالت نے کیس کی سماعت کے دوران فریقین کو نوٹس جاری کرتے ہوئے جواب طلب کر لیا اور سماعت ملتوی کر دی۔ حکومت نے عوام کی سہولت کے لئے نئے منصوبوں کا اعلان کیا ہے جن پر کام جلد شروع کیا جائے گا۔ — [643, 1084, 723, 1305]
article-text: پاکستان کے مختلف شہروں میں بارشوں کا سلسلہ جاری ہے، محکمہ موسمیات نے آئندہ دنوں میں مزید بارشوں کی پیش گوئی کی ہے، شہریوں کو احتیاط کی ہدایت کی گئی ہے اور انتظامیہ کو ہنگامی اقدامات کرنے کا حکم دیا گیا ہے۔ عدالت نے کیس کی سماعت کے دوران فریقین کو نوٹس جاری کرتے ہوئے جواب طلب کر لیا اور سماعت ملتوی کر دی۔ حکومت نے عوام کی سہولت کے لئے نئے منصوبوں کا اعلان کیا ہے جن پر کام جلد شروع کیا جائے گا۔ پاکستان کے مختلف شہروں میں بارشوں کا سلسلہ جاری ہے، محکمہ موسمیات نے آئندہ دنوں میں مزید بارشوں کی پیش گوئی کی ہے، شہریوں کو احتیاط کی ہدایت کی گئی ہے اور انتظامیہ کو ہنگامی اقدامات کرنے کا حکم دیا گیا ہے۔ عدالت نے کیس کی سماعت کے دوران فریقین کو نوٹس جاری کرتے ہوئے جواب طلب کر لیا اور سماعت ملتوی کر دی۔ حکومت نے عوام کی سہولت کے لئے نئے منصوبوں کا اعلان کیا ہے جن پر کام جلد شروع کیا جائے گا۔ پاکستان کے مختلف شہروں میں بارشوں کا سلسلہ جاری ہے، محکمہ موسمیات نے آئندہ دنوں میں مزید بارشوں کی پیش گوئی کی ہے، شہریوں کو احتیاط کی ہدایت کی گئی ہے اور انتظامیہ کو ہنگامی اقدامات کرنے کا حکم دیا گیا ہے۔ عدالت نے کیس کی سماعت کے دوران فریقین کو نوٹس جاری کرتے ہوئے جواب طلب کر لیا اور سماعت ملتوی کر دی۔ حکومت نے عوام کی سہولت کے لئے نئے منصوبوں کا اعلان کیا ہے جن پر کام جلد شروع کیا جائے گا۔ — [551, 315, 639, 509]
section-number: 26 — [251, 367, 267, 377]
section-title: شرم غلاف ماڈلز — [569, 303, 625, 311]
section-number: 22 — [345, 952, 361, 963]
column-3 — [270, 23, 363, 1336]
section-title: غزہ کے 15 شہید — [654, 692, 709, 701]
section-number: 1 — [712, 26, 723, 36]
section-title: کراچی — [319, 807, 343, 815]
section-number: 18 — [345, 302, 361, 313]
section-title: صدر — [234, 368, 249, 376]
section-title: پیپلز پارٹی — [491, 498, 528, 506]
section-title: پاکستان — [221, 1521, 249, 1529]
section-title: قیمتی اسٹینڈ — [579, 514, 625, 522]
latin-line: FOR DISSOLUTION OF — [93, 1679, 151, 1685]
section-title: اسٹیٹ بینک — [303, 954, 343, 962]
footer-rule — [0, 1337, 725, 1339]
column-7 — [641, 23, 725, 1336]
article-text: پاکستان کے مختلف شہروں میں بارشوں کا سلسلہ جاری ہے، محکمہ موسمیات نے آئندہ دنوں میں مزید بارشوں کی پیش گوئی کی ہے، شہریوں کو احتیاط کی ہدایت کی گئی ہے اور انتظامیہ کو ہنگامی اقدامات کرنے کا حکم دیا گیا ہے۔ عدالت نے کیس کی سماعت کے دوران فریقین کو نوٹس جاری کرتے ہوئے جواب طلب کر لیا اور سماعت ملتوی کر دی۔ حکومت نے عوام کی سہولت کے لئے نئے منصوبوں کا اعلان کیا ہے جن پر کام جلد شروع کیا جائے گا۔ پاکستان کے مختلف شہروں میں بارشوں کا سلسلہ جاری ہے، محکمہ موسمیات نے آئندہ دنوں میں مزید بارشوں کی پیش گوئی کی ہے، شہریوں کو احتیاط کی ہدایت کی گئی ہے اور انتظامیہ کو ہنگامی اقدامات کرنے کا حکم دیا گیا ہے۔ عدالت نے کیس کی سماعت کے دوران فریقین کو نوٹس جاری کرتے ہوئے جواب طلب کر لیا اور سماعت ملتوی کر دی۔ حکومت نے عوام کی سہولت کے لئے نئے منصوبوں کا اعلان کیا ہے جن پر کام جلد شروع کیا جائے گا۔ پاکستان کے مختلف شہروں میں بارشوں کا سلسلہ جاری ہے، محکمہ موسمیات نے آئندہ دنوں میں مزید بارشوں کی پیش گوئی کی ہے، شہریوں کو احتیاط کی ہدایت کی گئی ہے اور انتظامیہ کو ہنگامی اقدامات کرنے کا حکم دیا گیا ہے۔ عدالت نے کیس کی سماعت کے دوران فریقین کو نوٹس جاری کرتے ہوئے جواب طلب کر لیا اور سماعت ملتوی کر دی۔ حکومت نے عوام کی سہولت کے لئے نئے منصوبوں کا اعلان کیا ہے جن پر کام جلد شروع کیا جائے گا۔ — [272, 23, 362, 217]
article-text: پاکستان کے مختلف شہروں میں بارشوں کا سلسلہ جاری ہے، محکمہ موسمیات نے آئندہ دنوں میں مزید بارشوں کی پیش گوئی کی ہے، شہریوں کو احتیاط کی ہدایت کی گئی ہے اور انتظامیہ کو ہنگامی اقدامات کرنے کا حکم دیا گیا ہے۔ عدالت نے کیس کی سماعت کے دوران فریقین کو نوٹس جاری کرتے ہوئے جواب طلب کر لیا اور سماعت ملتوی کر دی۔ حکومت نے عوام کی سہولت کے لئے نئے منصوبوں کا اعلان کیا ہے جن پر کام جلد شروع کیا جائے گا۔ پاکستان کے مختلف شہروں میں بارشوں کا سلسلہ جاری ہے، محکمہ موسمیات نے آئندہ دنوں میں مزید بارشوں کی پیش گوئی کی ہے، شہریوں کو احتیاط کی ہدایت کی گئی ہے اور انتظامیہ کو ہنگامی اقدامات کرنے کا حکم دیا گیا ہے۔ عدالت نے کیس کی سماعت کے دوران فریقین کو نوٹس جاری کرتے ہوئے جواب طلب کر لیا اور سماعت ملتوی کر دی۔ حکومت نے عوام کی سہولت کے لئے نئے منصوبوں کا اعلان کیا ہے جن پر کام جلد شروع کیا جائے گا۔ پاکستان کے مختلف شہروں میں بارشوں کا سلسلہ جاری ہے، محکمہ موسمیات نے آئندہ دنوں میں مزید بارشوں کی پیش گوئی کی ہے، شہریوں کو احتیاط کی ہدایت کی گئی ہے اور انتظامیہ کو ہنگامی اقدامات کرنے کا حکم دیا گیا ہے۔ عدالت نے کیس کی سماعت کے دوران فریقین کو نوٹس جاری کرتے ہوئے جواب طلب کر لیا اور سماعت ملتوی کر دی۔ حکومت نے عوام کی سہولت کے لئے نئے منصوبوں کا اعلان کیا ہے جن پر کام جلد شروع کیا جائے گا۔ پاکستان کے مختلف شہروں میں بارشوں کا سلسلہ جاری ہے، محکمہ موسمیات نے آئندہ دنوں میں مزید بارشوں کی پیش گوئی کی ہے، شہریوں کو احتیاط کی ہدایت کی گئی ہے اور انتظامیہ کو ہنگامی اقدامات کرنے کا حکم دیا گیا ہے۔ عدالت نے کیس کی سماعت کے دوران فریقین کو نوٹس جاری کرتے ہوئے جواب طلب کر لیا اور سماعت ملتوی کر دی۔ حکومت نے عوام کی سہولت کے لئے نئے منصوبوں کا اعلان کیا ہے جن پر کام جلد شروع کیا جائے گا۔ پاکستان کے مختلف شہروں میں بارشوں کا سلسلہ جاری ہے، محکمہ موسمیات نے آئندہ دنوں میں مزید بارشوں کی پیش گوئی کی ہے، شہریوں کو احتیاط کی ہدایت کی گئی ہے اور انتظامیہ کو ہنگامی اقدامات کرنے کا حکم دیا گیا ہے۔ عدالت نے کیس کی سماعت کے دوران فریقین کو نوٹس جاری کرتے ہوئے جواب طلب کر لیا اور سماعت ملتوی کر دی۔ حکومت نے عوام کی سہولت کے لئے نئے منصوبوں کا اعلان کیا ہے جن پر کام جلد شروع کیا جائے گا۔ — [177, 380, 268, 704]
article-text: پاکستان کے مختلف شہروں میں بارشوں کا سلسلہ جاری ہے، محکمہ موسمیات نے آئندہ دنوں میں مزید بارشوں کی پیش گوئی کی ہے، شہریوں کو احتیاط کی ہدایت کی گئی ہے اور انتظامیہ کو ہنگامی اقدامات کرنے کا حکم دیا گیا ہے۔ عدالت نے کیس کی سماعت کے دوران فریقین کو نوٹس جاری کرتے ہوئے جواب طلب کر لیا اور سماعت ملتوی کر دی۔ حکومت نے عوام کی سہولت کے لئے نئے منصوبوں کا اعلان کیا ہے جن پر کام جلد شروع کیا جائے گا۔ — [272, 966, 362, 1030]
section-number: 14 — [437, 578, 453, 589]
notice-text: پاکستان کے مختلف شہروں میں بارشوں کا سلسلہ جاری ہے، محکمہ موسمیات نے آئندہ دنوں میں مزید بارشوں کی پیش گوئی کی ہے، شہریوں کو احتیاط کی ہدایت کی گئی ہے اور انتظامیہ کو ہنگامی اقدامات کرنے کا حکم دیا گیا ہے۔ عدالت نے کیس کی سماعت کے دوران فریقین کو نوٹس جاری کرتے ہوئے جواب طلب کر لیا اور سماعت ملتوی کر دی۔ حکومت نے عوام کی سہولت کے لئے نئے منصوبوں کا اعلان کیا ہے جن پر کام جلد شروع کیا جائے گا۔ پاکستان کے مختلف شہروں میں بارشوں کا سلسلہ جاری ہے، محکمہ موسمیات نے آئندہ دنوں میں مزید بارشوں کی پیش گوئی کی ہے، شہریوں کو احتیاط کی ہدایت کی گئی ہے اور انتظامیہ کو ہنگامی اقدامات کرنے کا حکم دیا گیا ہے۔ عدالت نے کیس کی سماعت کے دوران فریقین کو نوٹس جاری کرتے ہوئے جواب طلب کر لیا اور سماعت ملتوی کر دی۔ حکومت نے عوام کی سہولت کے لئے نئے منصوبوں کا اعلان کیا ہے جن پر کام جلد شروع کیا جائے گا۔ پاکستان کے مختلف شہروں میں بارشوں کا سلسلہ جاری ہے، محکمہ موسمیات نے آئندہ دنوں میں مزید بارشوں کی پیش گوئی کی ہے، شہریوں کو احتیاط کی ہدایت کی گئی ہے اور انتظامیہ کو ہنگامی اقدامات کرنے کا حکم دیا گیا ہے۔ عدالت نے کیس کی سماعت کے دوران فریقین کو نوٹس جاری کرتے ہوئے جواب طلب کر لیا اور سماعت ملتوی کر دی۔ حکومت نے عوام کی سہولت کے لئے نئے منصوبوں کا اعلان کیا ہے جن پر کام جلد شروع کیا جائے گا۔ پاکستان کے مختلف شہروں میں بارشوں کا سلسلہ جاری ہے، محکمہ موسمیات نے آئندہ دنوں میں مزید بارشوں کی پیش گوئی کی ہے، شہریوں کو احتیاط کی ہدایت کی گئی ہے اور انتظامیہ کو ہنگامی اقدامات کرنے کا حکم دیا گیا ہے۔ عدالت نے کیس کی سماعت کے دوران فریقین کو نوٹس جاری کرتے ہوئے جواب طلب کر لیا اور سماعت ملتوی کر دی۔ حکومت نے عوام کی سہولت کے لئے نئے منصوبوں کا اعلان کیا ہے جن پر کام جلد شروع کیا جائے گا۔ پاکستان کے مختلف شہروں میں بارشوں کا سلسلہ جاری ہے، محکمہ موسمیات نے آئندہ دنوں میں مزید بارشوں کی پیش گوئی کی ہے، شہریوں کو احتیاط کی ہدایت کی گئی ہے اور انتظامیہ کو ہنگامی اقدامات کرنے کا حکم دیا گیا ہے۔ عدالت نے کیس کی سماعت کے دوران فریقین کو نوٹس جاری کرتے ہوئے جواب طلب کر لیا اور سماعت ملتوی کر دی۔ حکومت نے عوام کی سہولت کے لئے نئے منصوبوں کا اعلان کیا ہے جن پر کام جلد شروع کیا جائے گا۔ پاکستان کے مختلف شہروں میں بارشوں کا سلسلہ جاری ہے، محکمہ موسمیات نے آئندہ دنوں میں مزید بارشوں کی پیش گوئی کی ہے، شہریوں کو احتیاط کی ہدایت کی گئی ہے اور انتظامیہ کو ہنگامی اقدامات کرنے کا حکم دیا گیا ہے۔ عدالت نے کیس کی سماعت کے دوران فریقین کو نوٹس جاری کرتے ہوئے جواب طلب کر لیا اور سماعت ملتوی کر دی۔ حکومت نے عوام کی سہولت کے لئے نئے منصوبوں کا اعلان کیا ہے جن پر کام جلد شروع کیا جائے گا۔ پاکستان کے مختلف شہروں میں بارشوں کا سلسلہ جاری ہے، محکمہ موسمیات نے آئندہ دنوں میں مزید بارشوں کی پیش گوئی کی ہے، شہریوں کو احتیاط کی ہدایت کی گئی ہے اور انتظامیہ کو ہنگامی اقدامات کرنے کا حکم دیا گیا ہے۔ عدالت نے کیس کی سماعت کے دوران فریقین کو نوٹس جاری کرتے ہوئے جواب طلب کر لیا اور سماعت ملتوی کر دی۔ حکومت نے عوام کی سہولت کے لئے نئے منصوبوں کا اعلان کیا ہے جن پر کام جلد شروع کیا جائے گا۔ پاکستان کے مختلف شہروں میں بارشوں کا سلسلہ جاری ہے، محکمہ موسمیات نے آئندہ دنوں میں مزید بارشوں کی پیش گوئی کی ہے، شہریوں کو احتیاط کی ہدایت کی گئی ہے اور انتظامیہ کو ہنگامی اقدامات کرنے کا حکم دیا گیا ہے۔ عدالت نے کیس کی سماعت کے دوران فریقین کو نوٹس جاری کرتے ہوئے جواب طلب کر لیا اور سماعت ملتوی کر دی۔ حکومت نے عوام کی سہولت کے لئے نئے منصوبوں کا اعلان کیا ہے جن پر کام جلد شروع کیا جائے گا۔ پاکستان کے مختلف شہروں میں بارشوں کا سلسلہ جاری ہے، محکمہ موسمیات نے آئندہ دنوں میں مزید بارشوں کی پیش گوئی کی ہے، شہریوں کو احتیاط کی ہدایت کی گئی ہے اور انتظامیہ کو ہنگامی اقدامات کرنے کا حکم دیا گیا ہے۔ عدالت نے کیس کی سماعت کے دوران فریقین کو نوٹس جاری کرتے ہوئے جواب طلب کر لیا اور سماعت ملتوی کر دی۔ حکومت نے عوام کی سہولت کے لئے نئے منصوبوں کا اعلان کیا ہے جن پر کام جلد شروع کیا جائے گا۔ پاکستان کے مختلف شہروں میں بارشوں کا سلسلہ جاری ہے، محکمہ موسمیات نے آئندہ دنوں میں مزید بارشوں کی پیش گوئی کی ہے، شہریوں کو احتیاط کی ہدایت کی گئی ہے اور انتظامیہ کو ہنگامی اقدامات کرنے کا حکم دیا گیا ہے۔ عدالت نے کیس کی سماعت کے دوران فریقین کو نوٹس جاری کرتے ہوئے جواب طلب کر لیا اور سماعت ملتوی کر دی۔ حکومت نے عوام کی سہولت کے لئے نئے منصوبوں کا اعلان کیا ہے جن پر کام جلد شروع کیا جائے گا۔ پاکستان کے مختلف شہروں میں بارشوں کا سلسلہ جاری ہے، محکمہ موسمیات نے آئندہ دنوں میں مزید بارشوں کی پیش گوئی کی ہے، شہریوں کو احتیاط کی ہدایت کی گئی ہے اور انتظامیہ کو ہنگامی اقدامات کرنے کا حکم دیا گیا ہے۔ عدالت نے کیس کی سماعت کے دوران فریقین کو نوٹس جاری کرتے ہوئے جواب طلب کر لیا اور سماعت ملتوی کر دی۔ حکومت نے عوام کی سہولت کے لئے نئے منصوبوں کا اعلان کیا ہے جن پر کام جلد شروع کیا جائے گا۔ پاکستان کے مختلف شہروں میں بارشوں کا سلسلہ جاری ہے، محکمہ موسمیات نے آئندہ دنوں میں مزید بارشوں کی پیش گوئی کی ہے، شہریوں کو احتیاط کی ہدایت کی گئی ہے اور انتظامیہ کو ہنگامی اقدامات کرنے کا حکم دیا گیا ہے۔ عدالت نے کیس کی سماعت کے دوران فریقین کو نوٹس جاری کرتے ہوئے جواب طلب کر لیا اور سماعت ملتوی کر دی۔ حکومت نے عوام کی سہولت کے لئے نئے منصوبوں کا اعلان کیا ہے جن پر کام جلد شروع کیا جائے گا۔ پاکستان کے مختلف شہروں میں بارشوں کا سلسلہ جاری ہے، محکمہ موسمیات نے آئندہ دنوں میں مزید بارشوں کی پیش گوئی کی ہے، شہریوں کو احتیاط کی ہدایت کی گئی ہے اور انتظامیہ کو ہنگامی اقدامات کرنے کا حکم دیا گیا ہے۔ عدالت نے کیس کی سماعت کے دوران فریقین کو نوٹس جاری کرتے ہوئے جواب طلب کر لیا اور سماعت ملتوی کر دی۔ حکومت نے عوام کی سہولت کے لئے نئے منصوبوں کا اعلان کیا ہے جن پر کام جلد شروع کیا جائے گا۔ پاکستان کے مختلف شہروں میں بارشوں کا سلسلہ جاری ہے، محکمہ موسمیات نے آئندہ دنوں میں مزید بارشوں کی پیش گوئی کی ہے، شہریوں کو احتیاط کی ہدایت کی گئی ہے اور انتظامیہ کو ہنگامی اقدامات کرنے کا حکم دیا گیا ہے۔ عدالت نے کیس کی سماعت کے دوران فریقین کو نوٹس جاری کرتے ہوئے جواب طلب کر لیا اور سماعت ملتوی کر دی۔ حکومت نے عوام کی سہولت کے لئے نئے منصوبوں کا اعلان کیا ہے جن پر کام جلد شروع کیا جائے گا۔ پاکستان کے مختلف شہروں میں بارشوں کا سلسلہ جاری ہے، محکمہ موسمیات نے آئندہ دنوں میں مزید بارشوں کی پیش گوئی کی ہے، شہریوں کو احتیاط کی ہدایت کی گئی ہے اور انتظامیہ کو ہنگامی اقدامات کرنے کا حکم دیا گیا ہے۔ عدالت نے کیس کی سماعت کے دوران فریقین کو نوٹس جاری کرتے ہوئے جواب طلب کر لیا اور سماعت ملتوی کر دی۔ حکومت نے عوام کی سہولت کے لئے نئے منصوبوں کا اعلان کیا ہے جن پر کام جلد شروع کیا جائے گا۔ پاکستان کے مختلف شہروں میں بارشوں کا سلسلہ جاری ہے، محکمہ موسمیات نے آئندہ دنوں میں مزید بارشوں کی پیش گوئی کی ہے، شہریوں کو احتیاط کی ہدایت کی گئی ہے اور انتظامیہ کو ہنگامی اقدامات کرنے کا حکم دیا گیا ہے۔ عدالت نے کیس کی سماعت کے دوران فریقین کو نوٹس جاری کرتے ہوئے جواب طلب کر لیا اور سماعت ملتوی کر دی۔ حکومت نے عوام کی سہولت کے لئے نئے منصوبوں کا اعلان کیا ہے جن پر کام جلد شروع کیا جائے گا۔ پاکستان کے مختلف شہروں میں بارشوں کا سلسلہ جاری ہے، محکمہ موسمیات نے آئندہ دنوں میں مزید بارشوں کی پیش گوئی کی ہے، شہریوں کو احتیاط کی ہدایت کی گئی ہے اور انتظامیہ کو ہنگامی اقدامات کرنے کا حکم دیا گیا ہے۔ عدالت نے کیس کی سماعت کے دوران فریقین کو نوٹس جاری کرتے ہوئے جواب طلب کر لیا اور سماعت ملتوی کر دی۔ حکومت نے عوام کی سہولت کے لئے نئے منصوبوں کا اعلان کیا ہے جن پر کام جلد شروع کیا جائے گا۔ پاکستان کے مختلف شہروں میں بارشوں کا سلسلہ جاری ہے، محکمہ موسمیات نے آئندہ دنوں میں مزید بارشوں کی پیش گوئی کی ہے، شہریوں کو احتیاط کی ہدایت کی گئی ہے اور انتظامیہ کو ہنگامی اقدامات کرنے کا حکم دیا گیا ہے۔ عدالت نے کیس کی سماعت کے دوران فریقین کو نوٹس جاری کرتے ہوئے جواب طلب کر لیا اور سماعت ملتوی کر دی۔ حکومت نے عوام کی سہولت کے لئے نئے منصوبوں کا اعلان کیا ہے جن پر کام جلد شروع کیا جائے گا۔ پاکستان کے مختلف شہروں میں بارشوں کا سلسلہ جاری ہے، محکمہ موسمیات نے آئندہ دنوں میں مزید بارشوں کی پیش گوئی کی ہے، شہریوں کو احتیاط کی ہدایت کی گئی ہے اور انتظامیہ کو ہنگامی اقدامات کرنے کا حکم دیا گیا ہے۔ عدالت نے کیس کی سماعت کے دوران فریقین کو نوٹس جاری کرتے ہوئے جواب طلب کر لیا اور سماعت ملتوی کر دی۔ حکومت نے عوام کی سہولت کے لئے نئے منصوبوں کا اعلان کیا ہے جن پر کام جلد شروع کیا جائے گا۔ سلسلہ جاری ہے، محکمہ موسمیات نے آئندہ دنوں میں مزید بارشوں کی پیش گوئی کی ہے، شہریوں کو احتیاط کی ہدایت کی گئی ہے اور انتظامیہ کو ہنگامی اقدامات کرنے کا حکم دیا گیا ہے۔ عدالت نے کیس کی سماعت کے دوران فریقین کو نوٹس جاری کرتے ہوئے جواب طلب کر لیا اور سماعت ملتوی کر دی۔ حکومت نے عوام کی سہولت کے لئے نئے منصوبوں کا اعلان کیا ہے جن پر کام جلد شروع کیا جائے گا۔ پاکستان کے مختلف شہروں میں بارشوں کا سلسلہ جاری ہے، محکمہ موسمیات نے آئندہ دنوں میں مزید بارشوں کی پیش گوئی کی ہے، شہریوں کو احتیاط کی ہدایت کی گئی ہے اور انتظامیہ کو ہنگامی اقدامات کرنے کا حکم دیا گیا ہے۔ عدالت نے کیس کی سماعت کے دوران فریقین کو نوٹس جاری کرتے ہوئے جواب طلب کر لیا اور سماعت ملتوی کر دی۔ حکومت نے عوام کی سہولت کے لئے نئے منصوبوں کا اعلان کیا ہے جن پر کام جلد شروع کیا جائے گا۔ پاکستان کے مختلف شہروں میں بارشوں کا سلسلہ جاری ہے، محکمہ موسمیات نے آئندہ دنوں میں مزید بارشوں کی پیش گوئی کی ہے، شہریوں کو احتیاط کی ہدایت کی گئی ہے اور انتظامیہ کو ہنگامی اقدامات کرنے کا حکم دیا گیا ہے۔ عدالت نے کیس کی سماعت کے دوران فریقین کو نوٹس جاری کرتے ہوئے جواب طلب کر لیا اور سماعت ملتوی کر دی۔ حکومت نے عوام کی سہولت کے لئے نئے منصوبوں کا اعلان کیا ہے جن پر کام جلد شروع کیا جائے گا۔ پاکستان کے مختلف شہروں میں بارشوں کا سلسلہ جاری ہے، محکمہ موسمیات نے آئندہ دنوں میں مزید بارشوں کی پیش گوئی کی ہے، شہریوں کو احتیاط کی ہدایت کی گئی ہے اور انتظامیہ کو ہنگامی اقدامات کرنے کا حکم دیا گیا ہے۔ عدالت نے کیس کی سماعت کے دوران فریقین کو نوٹس جاری کرتے ہوئے جواب طلب کر لیا اور سماعت ملتوی کر دی۔ حکومت نے عوام کی سہولت کے لئے نئے منصوبوں کا اعلان کیا ہے جن پر کام جلد شروع کیا جائے گا۔ پاکستان کے مختلف شہروں میں بارشوں کا سلسلہ جاری ہے، محکمہ موسمیات نے آئندہ دنوں میں مزید بارشوں کی پیش گوئی کی ہے، شہریوں کو احتیاط کی ہدایت کی گئی ہے اور انتظامیہ کو ہنگامی اقدامات کرنے کا حکم دیا گیا ہے۔ عدالت نے کیس کی سماعت کے دوران فریقین کو نوٹس جاری کرتے ہوئے جواب طلب کر لیا اور سماعت ملتوی کر دی۔ حکومت نے عوام کی سہولت کے لئے نئے منصوبوں کا اعلان کیا ہے جن پر کام جلد شروع کیا جائے گا۔ پاکستان کے مختلف شہروں میں بارشوں کا سلسلہ جاری ہے، محکمہ موسمیات نے آئندہ دنوں میں مزید بارشوں کی پیش گوئی کی ہے، شہریوں کو احتیاط کی ہدایت کی گئی ہے اور انتظامیہ کو ہنگامی اقدامات کرنے کا حکم دیا گیا ہے۔ عدالت نے کیس کی سماعت کے دوران فریقین کو نوٹس جاری کرتے ہوئے جواب طلب کر لیا اور سماعت ملتوی کر دی۔ حکومت نے عوام کی سہولت کے لئے نئے منصوبوں کا اعلان کیا ہے جن پر کام جلد شروع کیا جائے گا۔ پاکستان کے مختلف شہروں میں بارشوں کا سلسلہ جاری ہے، محکمہ موسمیات نے آئندہ دنوں میں مزید بارشوں کی پیش گوئی کی ہے، شہریوں کو احتیاط کی ہدایت کی گئی ہے اور انتظامیہ کو ہنگامی اقدامات کرنے کا حکم دیا گیا ہے۔ عدالت نے کیس کی سماعت کے دوران فریقین کو نوٹس جاری کرتے ہوئے جواب طلب کر لیا اور سماعت ملتوی کر دی۔ حکومت نے عوام کی سہولت کے لئے نئے منصوبوں کا اعلان کیا ہے جن پر کام جلد شروع کیا جائے گا۔ پاکستان کے مختلف شہروں میں بارشوں کا سلسلہ جاری ہے، محکمہ موسمیات نے آئندہ دنوں میں مزید بارشوں کی پیش گوئی کی ہے، شہریوں کو احتیاط کی ہدایت کی گئی ہے اور انتظامیہ کو ہنگامی اقدامات کرنے کا حکم دیا گیا ہے۔ عدالت نے کیس کی سماعت کے دوران فریقین کو نوٹس جاری کرتے ہوئے جواب طلب کر لیا اور سماعت ملتوی کر دی۔ حکومت نے عوام کی سہولت کے لئے نئے منصوبوں کا اعلان کیا ہے جن پر کام جلد شروع کیا جائے گا۔ پاکستان کے مختلف شہروں میں بارشوں کا سلسلہ جاری ہے، محکمہ موسمیات نے آئندہ دنوں میں مزید بارشوں کی پیش گوئی کی ہے، شہریوں کو احتیاط کی ہدایت کی گئی ہے اور انتظامیہ کو ہنگامی اقدامات کرنے کا حکم دیا گیا ہے۔ عدالت نے کیس کی سماعت کے دوران فریقین کو نوٹس جاری کرتے ہوئے جواب طلب کر لیا اور سماعت ملتوی کر دی۔ حکومت نے عوام کی سہولت کے لئے نئے منصوبوں کا اعلان کیا ہے جن پر کام جلد شروع کیا جائے گا۔ — [2, 102, 90, 1918]
section-header-7 — [551, 723, 639, 735]
section-title: پاکستان — [315, 1035, 343, 1043]
section-number: 21 — [345, 806, 361, 816]
section-number: 8 — [628, 935, 638, 946]
article-text: پاکستان کے مختلف شہروں میں بارشوں کا سلسلہ جاری ہے، محکمہ موسمیات نے آئندہ دنوں میں مزید بارشوں کی پیش گوئی کی ہے، شہریوں کو احتیاط کی ہدایت کی گئی ہے اور انتظامیہ کو ہنگامی اقدامات کرنے کا حکم دیا گیا ہے۔ عدالت نے کیس کی سماعت کے دوران فریقین کو نوٹس جاری کرتے ہوئے جواب طلب کر لیا اور سماعت ملتوی کر دی۔ حکومت نے عوام کی سہولت کے لئے نئے منصوبوں کا اعلان کیا ہے جن پر کام جلد شروع کیا جائے گا۔ — [551, 949, 639, 1013]
latin-line: KHULA — [93, 1693, 112, 1699]
section-number: 19 — [345, 384, 361, 394]
section-header-16 — [366, 1065, 454, 1077]
section-header-21 — [272, 805, 362, 817]
section-title: پولیس — [412, 985, 435, 994]
section-header-1 — [643, 25, 723, 37]
latin-line: SUIT — [93, 1699, 106, 1706]
stf-tag: STF — [93, 1706, 103, 1712]
column-4 — [364, 23, 455, 1336]
section-number: 24 — [345, 1180, 361, 1191]
article-text: پاکستان کے مختلف شہروں میں بارشوں کا سلسلہ جاری ہے، محکمہ موسمیات نے آئندہ دنوں میں مزید بارشوں کی پیش گوئی کی ہے، شہریوں کو احتیاط کی ہدایت کی گئی ہے اور انتظامیہ کو ہنگامی اقدامات کرنے کا حکم دیا گیا ہے۔ عدالت نے کیس کی سماعت کے دوران فریقین کو نوٹس جاری کرتے ہوئے جواب طلب کر لیا اور سماعت ملتوی کر دی۔ حکومت نے عوام کی سہولت کے لئے نئے منصوبوں کا اعلان کیا ہے جن پر کام جلد شروع کیا جائے گا۔ — [272, 315, 362, 380]
section-title: حیدرآباد — [408, 1067, 435, 1075]
column-5 — [456, 23, 548, 1336]
section-title: بجٹ تقریب — [489, 644, 528, 652]
section-header-8 — [551, 935, 639, 947]
section-number: 23 — [345, 1034, 361, 1044]
